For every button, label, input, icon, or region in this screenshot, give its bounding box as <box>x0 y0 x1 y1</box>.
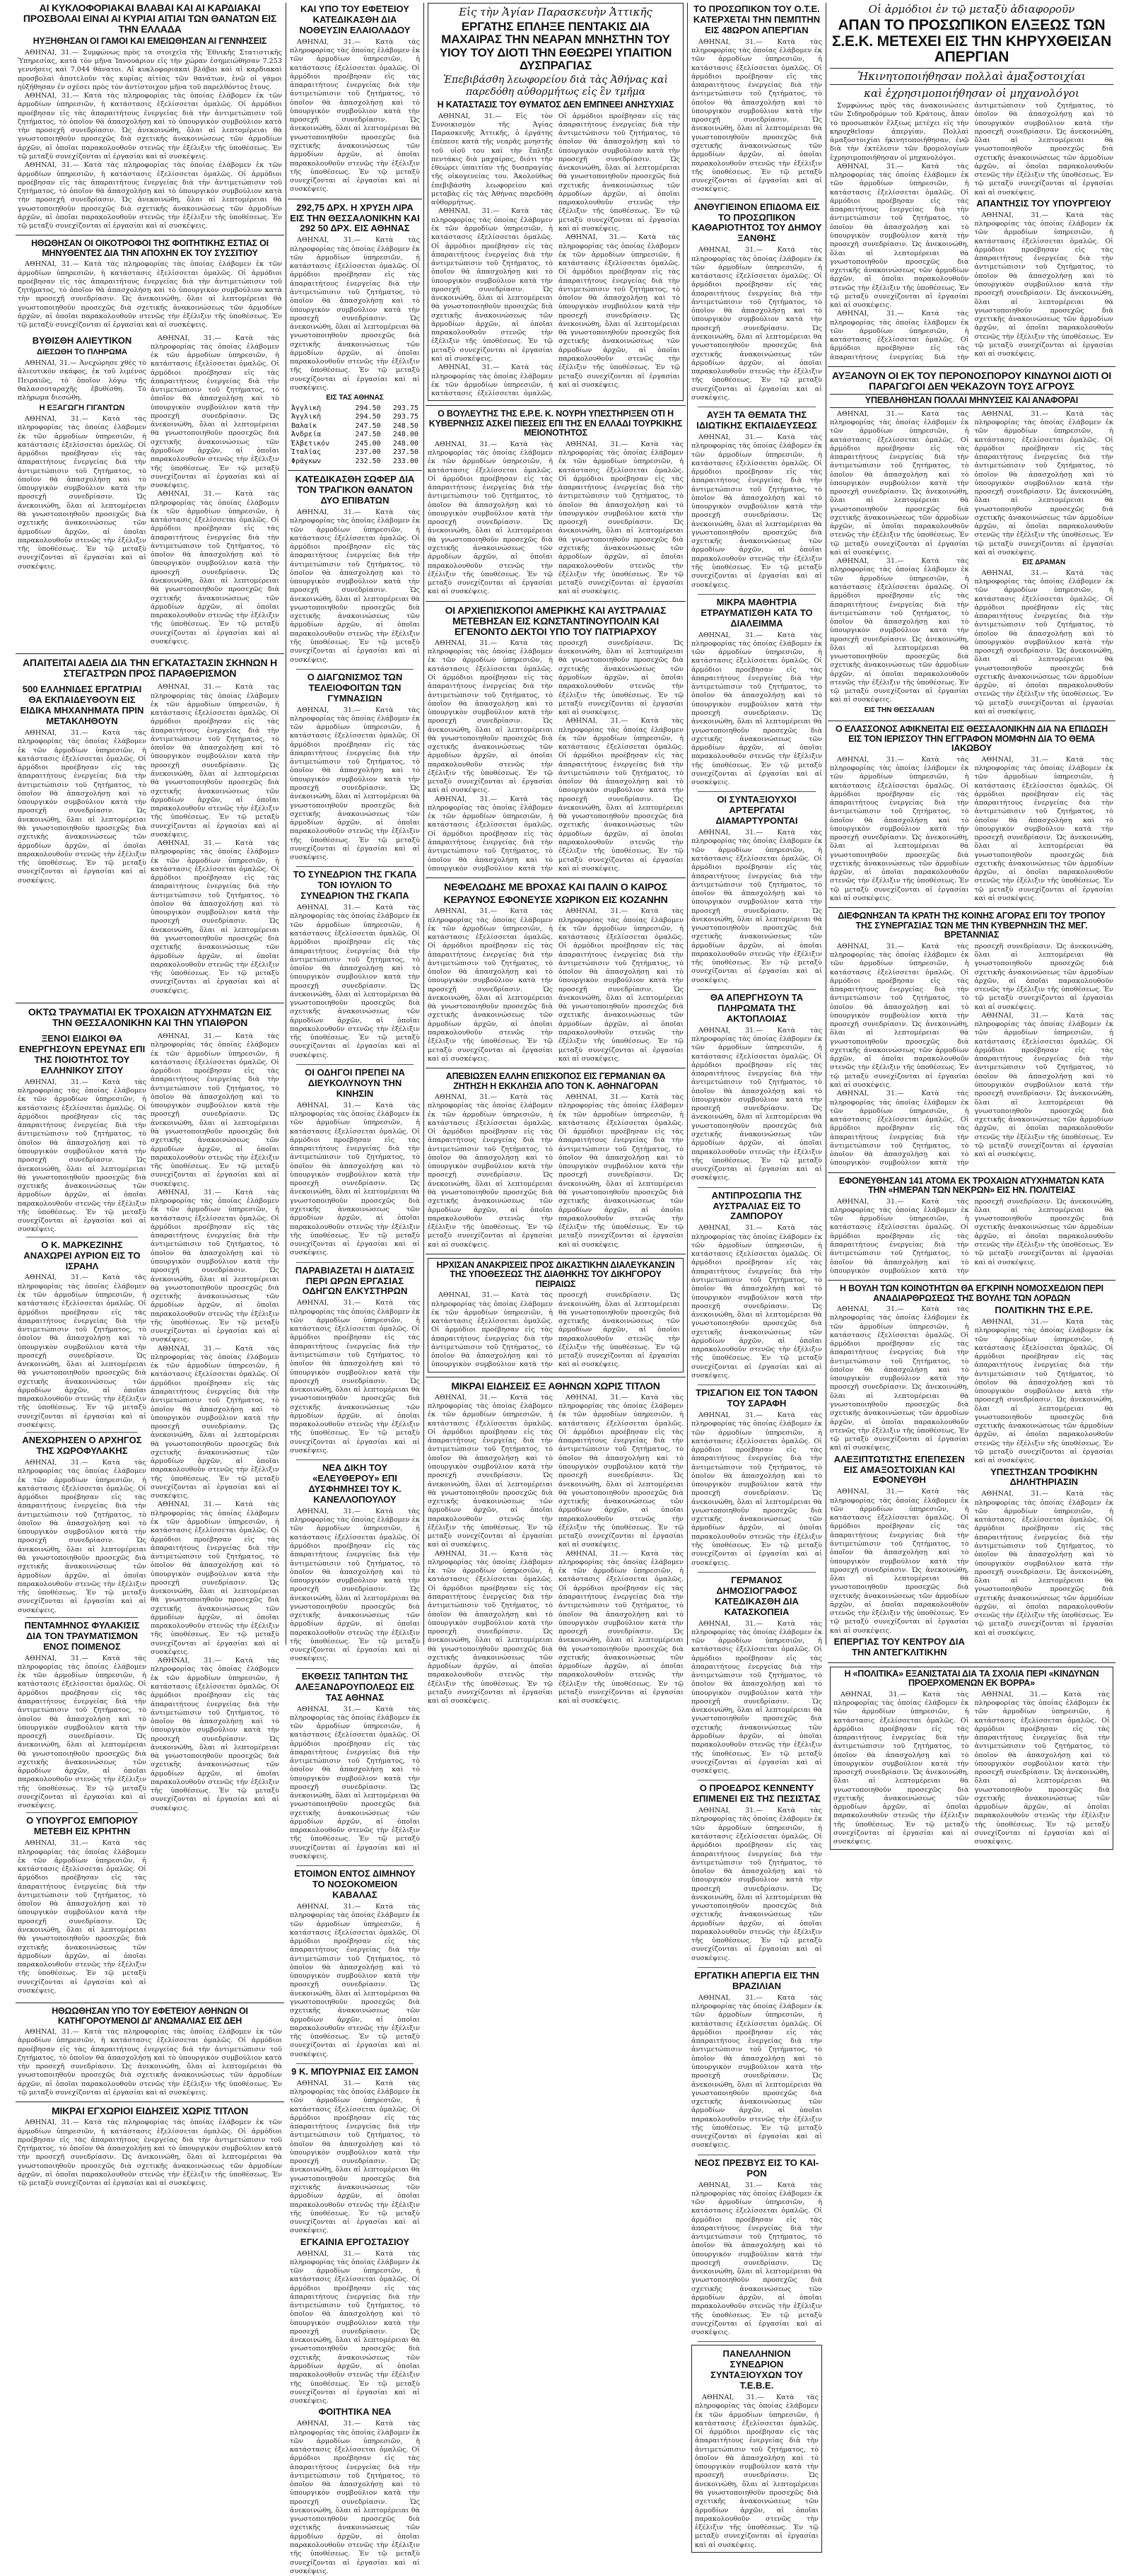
headline: ΑΝΘΥΓΙΕΙΝΟΝ ΕΠΙΔΟΜΑ ΕΙΣ ΤΟ ΠΡΟΣΩΠΙΚΟΝ ΚΑΘΑΡΙΟΤΗΤΟΣ ΤΟΥ ΔΗΜΟΥ ΞΑΝΘΗΣ <box>691 201 822 244</box>
headline: ΝΕΟΣ ΠΡΕΣΒΥΣ ΕΙΣ ΤΟ ΚΑΙ-ΡΟΝ <box>694 2157 819 2179</box>
rate-row <box>290 422 420 431</box>
article-text: ΑΘΗΝΑΙ, 31.— Κατὰ τὰς πληροφορίας τὰς ὁποίας ἐλάβομεν ἐκ τῶν ἁρμοδίων ὑπηρεσιῶν, ἡ κατάστασις ἐξελίσσεται ὁμαλῶς. Οἱ ἀρμόδιοι προέβησαν εἰς τὰς ἀπαραιτήτους ἐνεργείας διὰ τὴν ἀντιμετώπισιν τοῦ ζητήματος, τὸ ὁποῖον θὰ ἀπασχολήσῃ καὶ τὸ ὑπουργικὸν συμβούλιον κατὰ τὴν προσεχῆ συνεδρίασιν. Ὡς ἀνεκοινώθη, ὅλαι αἱ λεπτομέρειαι θὰ γνωστοποιηθοῦν προσεχῶς διὰ σχετικῆς ἀνακοινώσεως τῶν ἁρμοδίων ἀρχῶν, αἱ ὁποῖαι παρακολουθοῦν στενῶς τὴν ἐξέλιξιν τῆς ὑποθέσεως. Ἐν τῷ μεταξὺ συνεχίζονται αἱ ἐργασίαι καὶ αἱ συσκέψεις. <box>290 236 420 392</box>
article <box>18 239 282 330</box>
article-text: ΑΘΗΝΑΙ, 31.— Κατὰ τὰς πληροφορίας τὰς ὁποίας ἐλάβομεν ἐκ τῶν ἁρμοδίων ὑπηρεσιῶν, ἡ κατάστασις ἐξελίσσεται ὁμαλῶς. Οἱ ἀρμόδιοι προέβησαν εἰς τὰς ἀπαραιτήτους ἐνεργείας διὰ τὴν ἀντιμετώπισιν τοῦ ζητήματος, τὸ ὁποῖον θὰ ἀπασχολήσῃ καὶ τὸ ὑπουργικὸν συμβούλιον κατὰ τὴν προσεχῆ συνεδρίασιν. Ὡς ἀνεκοινώθη, ὅλαι αἱ λεπτομέρειαι θὰ γνωστοποιηθοῦν προσεχῶς διὰ σχετικῆς ἀνακοινώσεως τῶν ἁρμοδίων ἀρχῶν, αἱ ὁποῖαι παρακολουθοῦν στενῶς τὴν ἐξέλιξιν τῆς ὑποθέσεως. Ἐν τῷ μεταξὺ συνεχίζονται αἱ ἐργασίαι καὶ αἱ συσκέψεις. <box>151 490 279 646</box>
headline: ΒΥΘΙΣΘΗ ΑΛΙΕΥΤΙΚΟΝ <box>32 334 132 346</box>
headline: ΜΙΚΡΑΙ ΕΓΧΩΡΙΟΙ ΕΙΔΗΣΕΙΣ ΧΩΡΙΣ ΤΙΤΛΟΝ <box>52 2105 248 2117</box>
article-text: ΑΘΗΝΑΙ, 31.— Κατὰ τὰς πληροφορίας τὰς ὁποίας ἐλάβομεν ἐκ τῶν ἁρμοδίων ὑπηρεσιῶν, ἡ κατάστασις ἐξελίσσεται ὁμαλῶς. Οἱ ἀρμόδιοι προέβησαν εἰς τὰς ἀπαραιτήτους ἐνεργείας διὰ τὴν ἀντιμετώπισιν τοῦ ζητήματος, τὸ ὁποῖον θὰ ἀπασχολήσῃ καὶ τὸ ὑπουργικὸν συμβούλιον κατὰ τὴν προσεχῆ συνεδρίασιν. Ὡς ἀνεκοινώθη, ὅλαι αἱ λεπτομέρειαι θὰ γνωστοποιηθοῦν προσεχῶς διὰ σχετικῆς ἀνακοινώσεως τῶν ἁρμοδίων ἀρχῶν, αἱ ὁποῖαι παρακολουθοῦν στενῶς τὴν ἐξέλιξιν τῆς ὑποθέσεως. Ἐν τῷ μεταξὺ συνεχίζονται αἱ ἐργασίαι καὶ αἱ συσκέψεις. <box>290 2079 420 2235</box>
article <box>830 371 1113 716</box>
headline: ΑΙ ΚΥΚΛΟΦΟΡΙΑΚΑΙ ΒΛΑΒΑΙ ΚΑΙ ΑΙ ΚΑΡΔΙΑΚΑΙ ΠΡΟΣΒΟΛΑΙ ΕΙΝΑΙ ΑΙ ΚΥΡΙΑΙ ΑΙΤΙΑΙ ΤΩΝ ΘΑΝΑΤΩΝ ΕΙΣ ΤΗΝ ΕΛΛΑΔΑ <box>23 2 277 35</box>
rate-sell: 293.75 <box>392 413 418 421</box>
article-text: ΑΘΗΝΑΙ, 31.— Κατὰ τὰς πληροφορίας τὰς ὁποίας ἐλάβομεν ἐκ τῶν ἁρμοδίων ὑπηρεσιῶν, ἡ κατάστασις ἐξελίσσεται ὁμαλῶς. Οἱ ἀρμόδιοι προέβησαν εἰς τὰς ἀπαραιτήτους ἐνεργείας διὰ τὴν ἀντιμετώπισιν τοῦ ζητήματος, τὸ ὁποῖον θὰ ἀπασχολήσῃ καὶ τὸ ὑπουργικὸν συμβούλιον κατὰ τὴν προσεχῆ συνεδρίασιν. Ὡς ἀνεκοινώθη, ὅλαι αἱ λεπτομέρειαι θὰ γνωστοποιηθοῦν προσεχῶς διὰ σχετικῆς ἀνακοινώσεως τῶν ἁρμοδίων ἀρχῶν, αἱ ὁποῖαι παρακολουθοῦν στενῶς τὴν ἐξέλιξιν τῆς ὑποθέσεως. Ἐν τῷ μεταξὺ συνεχίζονται αἱ ἐργασίαι καὶ αἱ συσκέψεις. <box>974 755 1113 902</box>
article-body <box>428 441 684 597</box>
article-text: ΑΘΗΝΑΙ, 31.— Κατὰ τὰς πληροφορίας τὰς ὁποίας ἐλάβομεν ἐκ τῶν ἁρμοδίων ὑπηρεσιῶν, ἡ κατάστασις ἐξελίσσεται ὁμαλῶς. Οἱ ἀρμόδιοι προέβησαν εἰς τὰς ἀπαραιτήτους ἐνεργείας διὰ τὴν ἀντιμετώπισιν τοῦ ζητήματος, τὸ ὁποῖον θὰ ἀπασχολήσῃ καὶ τὸ ὑπουργικὸν συμβούλιον κατὰ τὴν προσεχῆ συνεδρίασιν. Ὡς ἀνεκοινώθη, ὅλαι αἱ λεπτομέρειαι θὰ γνωστοποιηθοῦν προσεχῶς διὰ σχετικῆς ἀνακοινώσεως τῶν ἁρμοδίων ἀρχῶν, αἱ ὁποῖαι παρακολουθοῦν στενῶς τὴν ἐξέλιξιν τῆς ὑποθέσεως. Ἐν τῷ μεταξὺ συνεχίζονται αἱ ἐργασίαι καὶ αἱ συσκέψεις. <box>558 717 684 873</box>
article <box>151 683 279 996</box>
article <box>428 1381 684 1706</box>
subheadline: ΔΙΕΣΩΘΗ ΤΟ ΠΛΗΡΩΜΑ <box>37 348 127 357</box>
lead-article <box>428 3 684 401</box>
article-text: ΑΘΗΝΑΙ, 31.— Κατὰ τὰς πληροφορίας τὰς ὁποίας ἐλάβομεν ἐκ τῶν ἁρμοδίων ὑπηρεσιῶν, ἡ κατάστασις ἐξελίσσεται ὁμαλῶς. Οἱ ἀρμόδιοι προέβησαν εἰς τὰς ἀπαραιτήτους ἐνεργείας διὰ τὴν ἀντιμετώπισιν τοῦ ζητήματος, τὸ ὁποῖον θὰ ἀπασχολήσῃ καὶ τὸ ὑπουργικὸν συμβούλιον κατὰ τὴν προσεχῆ συνεδρίασιν. Ὡς ἀνεκοινώθη, ὅλαι αἱ λεπτομέρειαι θὰ γνωστοποιηθοῦν προσεχῶς διὰ σχετικῆς ἀνακοινώσεως τῶν ἁρμοδίων ἀρχῶν, αἱ ὁποῖαι παρακολουθοῦν στενῶς τὴν ἐξέλιξιν τῆς ὑποθέσεως. Ἐν τῷ μεταξὺ συνεχίζονται αἱ ἐργασίαι καὶ αἱ συσκέψεις. <box>691 1993 822 2150</box>
article <box>290 1869 420 2059</box>
article-text: ΑΘΗΝΑΙ, 31.— Κατὰ τὰς πληροφορίας τὰς ὁποίας ἐλάβομεν ἐκ τῶν ἁρμοδίων ὑπηρεσιῶν, ἡ κατάστασις ἐξελίσσεται ὁμαλῶς. Οἱ ἀρμόδιοι προέβησαν εἰς τὰς ἀπαραιτήτους ἐνεργείας διὰ τὴν ἀντιμετώπισιν τοῦ ζητήματος, τὸ ὁποῖον θὰ ἀπασχολήσῃ καὶ τὸ ὑπουργικὸν συμβούλιον κατὰ τὴν προσεχῆ συνεδρίασιν. Ὡς ἀνεκοινώθη, ὅλαι αἱ λεπτομέρειαι θὰ γνωστοποιηθοῦν προσεχῶς διὰ σχετικῆς ἀνακοινώσεως τῶν ἁρμοδίων ἀρχῶν, αἱ ὁποῖαι παρακολουθοῦν στενῶς τὴν ἐξέλιξιν τῆς ὑποθέσεως. Ἐν τῷ μεταξὺ συνεχίζονται αἱ ἐργασίαι καὶ αἱ συσκέψεις. <box>830 1305 969 1452</box>
article <box>830 1667 1113 1850</box>
article <box>151 1032 279 1813</box>
rate-buy: 294.50 <box>355 404 381 412</box>
article-text: ΑΘΗΝΑΙ, 31.— Κατὰ τὰς πληροφορίας τὰς ὁποίας ἐλάβομεν ἐκ τῶν ἁρμοδίων ὑπηρεσιῶν, ἡ κατάστασις ἐξελίσσεται ὁμαλῶς. Οἱ ἀρμόδιοι προέβησαν εἰς τὰς ἀπαραιτήτους ἐνεργείας διὰ τὴν ἀντιμετώπισιν τοῦ ζητήματος, τὸ ὁποῖον θὰ ἀπασχολήσῃ καὶ τὸ ὑπουργικὸν συμβούλιον κατὰ τὴν προσεχῆ συνεδρίασιν. Ὡς ἀνεκοινώθη, ὅλαι αἱ λεπτομέρειαι θὰ γνωστοποιηθοῦν προσεχῶς διὰ σχετικῆς ἀνακοινώσεως τῶν ἁρμοδίων ἀρχῶν, αἱ ὁποῖαι παρακολουθοῦν στενῶς τὴν ἐξέλιξιν τῆς ὑποθέσεως. Ἐν τῷ μεταξὺ συνεχίζονται αἱ ἐργασίαι καὶ αἱ συσκέψεις. <box>431 112 680 398</box>
column-2 <box>288 3 422 2575</box>
article-text: ΑΘΗΝΑΙ, 31.— Κατὰ τὰς πληροφορίας τὰς ὁποίας ἐλάβομεν ἐκ τῶν ἁρμοδίων ὑπηρεσιῶν, ἡ κατάστασις ἐξελίσσεται ὁμαλῶς. Οἱ ἀρμόδιοι προέβησαν εἰς τὰς ἀπαραιτήτους ἐνεργείας διὰ τὴν ἀντιμετώπισιν τοῦ ζητήματος, τὸ ὁποῖον θὰ ἀπασχολήσῃ καὶ τὸ ὑπουργικὸν συμβούλιον κατὰ τὴν προσεχῆ συνεδρίασιν. Ὡς ἀνεκοινώθη, ὅλαι αἱ λεπτομέρειαι θὰ γνωστοποιηθοῦν προσεχῶς διὰ σχετικῆς ἀνακοινώσεως τῶν ἁρμοδίων ἀρχῶν, αἱ ὁποῖαι παρακολουθοῦν στενῶς τὴν ἐξέλιξιν τῆς ὑποθέσεως. Ἐν τῷ μεταξὺ συνεχίζονται αἱ ἐργασίαι καὶ αἱ συσκέψεις. <box>428 1093 553 1249</box>
headline: ΕΦΟΝΕΥΘΗΣΑΝ 141 ΑΤΟΜΑ ΕΚ ΤΡΟΧΑΙΩΝ ΑΤΥΧΗΜΑΤΩΝ ΚΑΤΑ ΤΗΝ «ΗΜΕΡΑΝ ΤΩΝ ΝΕΚΡΩΝ» ΕΙΣ ΗΝ. ΠΟΛΙΤΕΙΑΣ <box>838 1175 1105 1196</box>
rate-buy: 232.50 <box>355 457 381 465</box>
headline: Ο Κ. ΜΑΡΚΕΖΙΝΗΣ ΑΝΑΧΩΡΕΙ ΑΥΡΙΟΝ ΕΙΣ ΤΟ ΙΣΡΑΗΛ <box>23 1239 141 1271</box>
rate-sell: 293.75 <box>392 404 418 412</box>
article <box>691 598 822 788</box>
article-text: ΑΘΗΝΑΙ, 31.— Κατὰ τὰς πληροφορίας τὰς ὁποίας ἐλάβομεν ἐκ τῶν ἁρμοδίων ὑπηρεσιῶν, ἡ κατάστασις ἐξελίσσεται ὁμαλῶς. Οἱ ἀρμόδιοι προέβησαν εἰς τὰς ἀπαραιτήτους ἐνεργείας διὰ τὴν ἀντιμετώπισιν τοῦ ζητήματος, τὸ ὁποῖον θὰ ἀπασχολήσῃ καὶ τὸ ὑπουργικὸν συμβούλιον κατὰ τὴν προσεχῆ συνεδρίασιν. Ὡς ἀνεκοινώθη, ὅλαι αἱ λεπτομέρειαι θὰ γνωστοποιηθοῦν προσεχῶς διὰ σχετικῆς ἀνακοινώσεως τῶν ἁρμοδίων ἀρχῶν, αἱ ὁποῖαι παρακολουθοῦν στενῶς τὴν ἐξέλιξιν τῆς ὑποθέσεως. Ἐν τῷ μεταξὺ συνεχίζονται αἱ ἐργασίαι καὶ αἱ συσκέψεις. <box>830 102 1113 361</box>
article <box>428 882 684 1063</box>
column-3 <box>426 3 686 1706</box>
article-text: ΑΘΗΝΑΙ, 31.— Κατὰ τὰς πληροφορίας τὰς ὁποίας ἐλάβομεν ἐκ τῶν ἁρμοδίων ὑπηρεσιῶν, ἡ κατάστασις ἐξελίσσεται ὁμαλῶς. Οἱ ἀρμόδιοι προέβησαν εἰς τὰς ἀπαραιτήτους ἐνεργείας διὰ τὴν ἀντιμετώπισιν τοῦ ζητήματος, τὸ ὁποῖον θὰ ἀπασχολήσῃ καὶ τὸ ὑπουργικὸν συμβούλιον κατὰ τὴν προσεχῆ συνεδρίασιν. Ὡς ἀνεκοινώθη, ὅλαι αἱ λεπτομέρειαι θὰ γνωστοποιηθοῦν προσεχῶς διὰ σχετικῆς ἀνακοινώσεως τῶν ἁρμοδίων ἀρχῶν, αἱ ὁποῖαι παρακολουθοῦν στενῶς τὴν ἐξέλιξιν τῆς ὑποθέσεως. Ἐν τῷ μεταξὺ συνεχίζονται αἱ ἐργασίαι καὶ αἱ συσκέψεις. <box>290 2249 420 2406</box>
headline: ΕΓΚΑΙΝΙΑ ΕΡΓΟΣΤΑΣΙΟΥ <box>300 2236 410 2247</box>
article-text: ΑΘΗΝΑΙ, 31.— Κατὰ τὰς πληροφορίας τὰς ὁποίας ἐλάβομεν ἐκ τῶν ἁρμοδίων ὑπηρεσιῶν, ἡ κατάστασις ἐξελίσσεται ὁμαλῶς. Οἱ ἀρμόδιοι προέβησαν εἰς τὰς ἀπαραιτήτους ἐνεργείας διὰ τὴν ἀντιμετώπισιν τοῦ ζητήματος, τὸ ὁποῖον θὰ ἀπασχολήσῃ καὶ τὸ ὑπουργικὸν συμβούλιον κατὰ τὴν προσεχῆ συνεδρίασιν. Ὡς ἀνεκοινώθη, ὅλαι αἱ λεπτομέρειαι θὰ γνωστοποιηθοῦν προσεχῶς διὰ σχετικῆς ἀνακοινώσεως τῶν ἁρμοδίων ἀρχῶν, αἱ ὁποῖαι παρακολουθοῦν στενῶς τὴν ἐξέλιξιν τῆς ὑποθέσεως. Ἐν τῷ μεταξὺ συνεχίζονται αἱ ἐργασίαι καὶ αἱ συσκέψεις. <box>974 1690 1110 1846</box>
subheadline: ΕΙΣ ΔΡΑΜΑΝ <box>1022 559 1066 567</box>
article-text: ΑΘΗΝΑΙ, 31.— Κατὰ τὰς πληροφορίας τὰς ὁποίας ἐλάβομεν ἐκ τῶν ἁρμοδίων ὑπηρεσιῶν, ἡ κατάστασις ἐξελίσσεται ὁμαλῶς. Οἱ ἀρμόδιοι προέβησαν εἰς τὰς ἀπαραιτήτους ἐνεργείας διὰ τὴν ἀντιμετώπισιν τοῦ ζητήματος, τὸ ὁποῖον θὰ ἀπασχολήσῃ καὶ τὸ ὑπουργικὸν συμβούλιον κατὰ τὴν προσεχῆ συνεδρίασιν. Ὡς ἀνεκοινώθη, ὅλαι αἱ λεπτομέρειαι θὰ γνωστοποιηθοῦν προσεχῶς διὰ σχετικῆς ἀνακοινώσεως τῶν ἁρμοδίων ἀρχῶν, αἱ ὁποῖαι παρακολουθοῦν στενῶς τὴν ἐξέλιξιν τῆς ὑποθέσεως. Ἐν τῷ μεταξὺ συνεχίζονται αἱ ἐργασίαι καὶ αἱ συσκέψεις. <box>691 1224 822 1380</box>
headline: Η «ΠΟΛΙΤΙΚΑ» ΕΞΑΝΙΣΤΑΤΑΙ ΔΙΑ ΤΑ ΣΧΟΛΙΑ ΠΕΡΙ «ΚΙΝΔΥΝΩΝ ΠΡΟΕΡΧΟΜΕΝΩΝ ΕΚ ΒΟΡΡΑ» <box>844 1668 1099 1689</box>
headline: 292,75 ΔΡΧ. Η ΧΡΥΣΗ ΛΙΡΑ ΕΙΣ ΤΗΝ ΘΕΣΣΑΛΟΝΙΚΗΝ ΚΑΙ 292 50 ΔΡΧ. ΕΙΣ ΑΘΗΝΑΣ <box>290 202 420 234</box>
headline: ΗΡΧΙΣΑΝ ΑΝΑΚΡΙΣΕΙΣ ΠΡΟΣ ΔΙΚΑΣΤΙΚΗΝ ΔΙΑΛΕΥΚΑΝΣΙΝ ΤΗΣ ΥΠΟΘΕΣΕΩΣ ΤΗΣ ΔΙΑΘΗΚΗΣ ΤΟΥ ΔΙΚΗΓΟΡΟΥ ΠΕΙΡΑΙΩΣ <box>436 1259 675 1289</box>
article-text: ΑΘΗΝΑΙ, 31.— Κατὰ τὰς πληροφορίας τὰς ὁποίας ἐλάβομεν ἐκ τῶν ἁρμοδίων ὑπηρεσιῶν, ἡ κατάστασις ἐξελίσσεται ὁμαλῶς. Οἱ ἀρμόδιοι προέβησαν εἰς τὰς ἀπαραιτήτους ἐνεργείας διὰ τὴν ἀντιμετώπισιν τοῦ ζητήματος, τὸ ὁποῖον θὰ ἀπασχολήσῃ καὶ τὸ ὑπουργικὸν συμβούλιον κατὰ τὴν προσεχῆ συνεδρίασιν. Ὡς ἀνεκοινώθη, ὅλαι αἱ λεπτομέρειαι θὰ γνωστοποιηθοῦν προσεχῶς διὰ σχετικῆς ἀνακοινώσεως τῶν ἁρμοδίων ἀρχῶν, αἱ ὁποῖαι παρακολουθοῦν στενῶς τὴν ἐξέλιξιν τῆς ὑποθέσεως. Ἐν τῷ μεταξὺ συνεχίζονται αἱ ἐργασίαι καὶ αἱ συσκέψεις. <box>974 1011 1113 1159</box>
article-text: ΑΘΗΝΑΙ, 31.— Κατὰ τὰς πληροφορίας τὰς ὁποίας ἐλάβομεν ἐκ τῶν ἁρμοδίων ὑπηρεσιῶν, ἡ κατάστασις ἐξελίσσεται ὁμαλῶς. Οἱ ἀρμόδιοι προέβησαν εἰς τὰς ἀπαραιτήτους ἐνεργείας διὰ τὴν ἀντιμετώπισιν τοῦ ζητήματος, τὸ ὁποῖον θὰ ἀπασχολήσῃ καὶ τὸ ὑπουργικὸν συμβούλιον κατὰ τὴν προσεχῆ συνεδρίασιν. Ὡς ἀνεκοινώθη, ὅλαι αἱ λεπτομέρειαι θὰ γνωστοποιηθοῦν προσεχῶς διὰ σχετικῆς ἀνακοινώσεως τῶν ἁρμοδίων ἀρχῶν, αἱ ὁποῖαι παρακολουθοῦν στενῶς τὴν ἐξέλιξιν τῆς ὑποθέσεως. Ἐν τῷ μεταξὺ συνεχίζονται αἱ ἐργασίαι καὶ αἱ συσκέψεις. <box>18 1274 146 1429</box>
column-1 <box>16 2 284 2188</box>
article-text: ΑΘΗΝΑΙ, 31.— Κατὰ τὰς πληροφορίας τὰς ὁποίας ἐλάβομεν ἐκ τῶν ἁρμοδίων ὑπηρεσιῶν, ἡ κατάστασις ἐξελίσσεται ὁμαλῶς. Οἱ ἀρμόδιοι προέβησαν εἰς τὰς ἀπαραιτήτους ἐνεργείας διὰ τὴν ἀντιμετώπισιν τοῦ ζητήματος, τὸ ὁποῖον θὰ ἀπασχολήσῃ καὶ τὸ ὑπουργικὸν συμβούλιον κατὰ τὴν προσεχῆ συνεδρίασιν. Ὡς ἀνεκοινώθη, ὅλαι αἱ λεπτομέρειαι θὰ γνωστοποιηθοῦν προσεχῶς διὰ σχετικῆς ἀνακοινώσεως τῶν ἁρμοδίων ἀρχῶν, αἱ ὁποῖαι παρακολουθοῦν στενῶς τὴν ἐξέλιξιν τῆς ὑποθέσεως. Ἐν τῷ μεταξὺ συνεχίζονται αἱ ἐργασίαι καὶ αἱ συσκέψεις. <box>691 631 822 787</box>
article <box>691 1191 822 1381</box>
article-text: ΑΘΗΝΑΙ, 31.— Κατὰ τὰς πληροφορίας τὰς ὁποίας ἐλάβομεν ἐκ τῶν ἁρμοδίων ὑπηρεσιῶν, ἡ κατάστασις ἐξελίσσεται ὁμαλῶς. Οἱ ἀρμόδιοι προέβησαν εἰς τὰς ἀπαραιτήτους ἐνεργείας διὰ τὴν ἀντιμετώπισιν τοῦ ζητήματος, τὸ ὁποῖον θὰ ἀπασχολήσῃ καὶ τὸ ὑπουργικὸν συμβούλιον κατὰ τὴν προσεχῆ συνεδρίασιν. Ὡς ἀνεκοινώθη, ὅλαι αἱ λεπτομέρειαι θὰ γνωστοποιηθοῦν προσεχῶς διὰ σχετικῆς ἀνακοινώσεως τῶν ἁρμοδίων ἀρχῶν, αἱ ὁποῖαι παρακολουθοῦν στενῶς τὴν ἐξέλιξιν τῆς ὑποθέσεως. Ἐν τῷ μεταξὺ συνεχίζονται αἱ ἐργασίαι καὶ αἱ συσκέψεις. <box>290 1101 420 1257</box>
article-body <box>428 639 684 873</box>
rate-sell: 248.00 <box>392 439 418 448</box>
article <box>691 2158 822 2338</box>
headline: ΘΑ ΑΠΕΡΓΗΣΟΥΝ ΤΑ ΠΛΗΡΩΜΑΤΑ ΤΗΣ ΑΚΤΟΠΛΟΙΑΣ <box>710 991 804 1024</box>
article-text: ΑΘΗΝΑΙ, 31.— Κατὰ τὰς πληροφορίας τὰς ὁποίας ἐλάβομεν ἐκ τῶν ἁρμοδίων ὑπηρεσιῶν, ἡ κατάστασις ἐξελίσσεται ὁμαλῶς. Οἱ ἀρμόδιοι προέβησαν εἰς τὰς ἀπαραιτήτους ἐνεργείας διὰ τὴν ἀντιμετώπισιν τοῦ ζητήματος, τὸ ὁποῖον θὰ ἀπασχολήσῃ καὶ τὸ ὑπουργικὸν συμβούλιον κατὰ τὴν προσεχῆ συνεδρίασιν. Ὡς ἀνεκοινώθη, ὅλαι αἱ λεπτομέρειαι θὰ γνωστοποιηθοῦν προσεχῶς διὰ σχετικῆς ἀνακοινώσεως τῶν ἁρμοδίων ἀρχῶν, αἱ ὁποῖαι παρακολουθοῦν στενῶς τὴν ἐξέλιξιν τῆς ὑποθέσεως. Ἐν τῷ μεταξὺ συνεχίζονται αἱ ἐργασίαι καὶ αἱ συσκέψεις. <box>830 755 969 902</box>
article-text: ΑΘΗΝΑΙ, 31.— Κατὰ τὰς πληροφορίας τὰς ὁποίας ἐλάβομεν ἐκ τῶν ἁρμοδίων ὑπηρεσιῶν, ἡ κατάστασις ἐξελίσσεται ὁμαλῶς. Οἱ ἀρμόδιοι προέβησαν εἰς τὰς ἀπαραιτήτους ἐνεργείας διὰ τὴν ἀντιμετώπισιν τοῦ ζητήματος, τὸ ὁποῖον θὰ ἀπασχολήσῃ καὶ τὸ ὑπουργικὸν συμβούλιον κατὰ τὴν προσεχῆ συνεδρίασιν. Ὡς ἀνεκοινώθη, ὅλαι αἱ λεπτομέρειαι θὰ γνωστοποιηθοῦν προσεχῶς διὰ σχετικῆς ἀνακοινώσεως τῶν ἁρμοδίων ἀρχῶν, αἱ ὁποῖαι παρακολουθοῦν στενῶς τὴν ἐξέλιξιν τῆς ὑποθέσεως. Ἐν τῷ μεταξὺ συνεχίζονται αἱ ἐργασίαι καὶ αἱ συσκέψεις. <box>18 1078 146 1234</box>
article-text: ΑΘΗΝΑΙ, 31.— Κατὰ τὰς πληροφορίας τὰς ὁποίας ἐλάβομεν ἐκ τῶν ἁρμοδίων ὑπηρεσιῶν, ἡ κατάστασις ἐξελίσσεται ὁμαλῶς. Οἱ ἀρμόδιοι προέβησαν εἰς τὰς ἀπαραιτήτους ἐνεργείας διὰ τὴν ἀντιμετώπισιν τοῦ ζητήματος, τὸ ὁποῖον θὰ ἀπασχολήσῃ καὶ τὸ ὑπουργικὸν συμβούλιον κατὰ τὴν προσεχῆ συνεδρίασιν. Ὡς ἀνεκοινώθη, ὅλαι αἱ λεπτομέρειαι θὰ γνωστοποιηθοῦν προσεχῶς διὰ σχετικῆς ἀνακοινώσεως τῶν ἁρμοδίων ἀρχῶν, αἱ ὁποῖαι παρακολουθοῦν στενῶς τὴν ἐξέλιξιν τῆς ὑποθέσεως. Ἐν τῷ μεταξὺ συνεχίζονται αἱ ἐργασίαι καὶ αἱ συσκέψεις. <box>18 729 146 885</box>
article-text: ΑΘΗΝΑΙ, 31.— Κατὰ τὰς πληροφορίας τὰς ὁποίας ἐλάβομεν ἐκ τῶν ἁρμοδίων ὑπηρεσιῶν, ἡ κατάστασις ἐξελίσσεται ὁμαλῶς. Οἱ ἀρμόδιοι προέβησαν εἰς τὰς ἀπαραιτήτους ἐνεργείας διὰ τὴν ἀντιμετώπισιν τοῦ ζητήματος, τὸ ὁποῖον θὰ ἀπασχολήσῃ καὶ τὸ ὑπουργικὸν συμβούλιον κατὰ τὴν προσεχῆ συνεδρίασιν. Ὡς ἀνεκοινώθη, ὅλαι αἱ λεπτομέρειαι θὰ γνωστοποιηθοῦν προσεχῶς διὰ σχετικῆς ἀνακοινώσεως τῶν ἁρμοδίων ἀρχῶν, αἱ ὁποῖαι παρακολουθοῦν στενῶς τὴν ἐξέλιξιν τῆς ὑποθέσεως. Ἐν τῷ μεταξὺ συνεχίζονται αἱ ἐργασίαι καὶ αἱ συσκέψεις. <box>431 1291 680 1369</box>
headline: ΚΕΡΑΥΝΟΣ ΕΦΟΝΕΥΣΕ ΧΩΡΙΚΟΝ ΕΙΣ ΚΟΖΑΝΗΝ <box>443 894 668 906</box>
rate-row <box>290 448 420 457</box>
article <box>691 1971 822 2150</box>
article-text: ΑΘΗΝΑΙ, 31.— Κατὰ τὰς πληροφορίας τὰς ὁποίας ἐλάβομεν ἐκ τῶν ἁρμοδίων ὑπηρεσιῶν, ἡ κατάστασις ἐξελίσσεται ὁμαλῶς. Οἱ ἀρμόδιοι προέβησαν εἰς τὰς ἀπαραιτήτους ἐνεργείας διὰ τὴν ἀντιμετώπισιν τοῦ ζητήματος, τὸ ὁποῖον θὰ ἀπασχολήσῃ καὶ τὸ ὑπουργικὸν συμβούλιον κατὰ τὴν προσεχῆ συνεδρίασιν. Ὡς ἀνεκοινώθη, ὅλαι αἱ λεπτομέρειαι θὰ γνωστοποιηθοῦν προσεχῶς διὰ σχετικῆς ἀνακοινώσεως τῶν ἁρμοδίων ἀρχῶν, αἱ ὁποῖαι παρακολουθοῦν στενῶς τὴν ἐξέλιξιν τῆς ὑποθέσεως. Ἐν τῷ μεταξὺ συνεχίζονται αἱ ἐργασίαι καὶ αἱ συσκέψεις. <box>428 1393 553 1549</box>
newspaper-page <box>16 2 1115 2575</box>
headline: ΟΚΤΩ ΤΡΑΥΜΑΤΙΑΙ ΕΚ ΤΡΟΧΑΙΩΝ ΑΤΥΧΗΜΑΤΩΝ ΕΙΣ ΤΗΝ ΘΕΣΣΑΛΟΝΙΚΗΝ ΚΑΙ ΤΗΝ ΥΠΑΙΘΡΟΝ <box>28 1006 272 1028</box>
article <box>691 1783 822 1963</box>
article-text: ΑΘΗΝΑΙ, 31.— Κατὰ τὰς πληροφορίας τὰς ὁποίας ἐλάβομεν ἐκ τῶν ἁρμοδίων ὑπηρεσιῶν, ἡ κατάστασις ἐξελίσσεται ὁμαλῶς. Οἱ ἀρμόδιοι προέβησαν εἰς τὰς ἀπαραιτήτους ἐνεργείας διὰ τὴν ἀντιμετώπισιν τοῦ ζητήματος, τὸ ὁποῖον θὰ ἀπασχολήσῃ καὶ τὸ ὑπουργικὸν συμβούλιον κατὰ τὴν προσεχῆ συνεδρίασιν. Ὡς ἀνεκοινώθη, ὅλαι αἱ λεπτομέρειαι θὰ γνωστοποιηθοῦν προσεχῶς διὰ σχετικῆς ἀνακοινώσεως τῶν ἁρμοδίων ἀρχῶν, αἱ ὁποῖαι παρακολουθοῦν στενῶς τὴν ἐξέλιξιν τῆς ὑποθέσεως. Ἐν τῷ μεταξὺ συνεχίζονται αἱ ἐργασίαι καὶ αἱ συσκέψεις. <box>974 1317 1113 1465</box>
article-text: ΑΘΗΝΑΙ, 31.— Κατὰ τὰς πληροφορίας τὰς ὁποίας ἐλάβομεν ἐκ τῶν ἁρμοδίων ὑπηρεσιῶν, ἡ κατάστασις ἐξελίσσεται ὁμαλῶς. Οἱ ἀρμόδιοι προέβησαν εἰς τὰς ἀπαραιτήτους ἐνεργείας διὰ τὴν ἀντιμετώπισιν τοῦ ζητήματος, τὸ ὁποῖον θὰ ἀπασχολήσῃ καὶ τὸ ὑπουργικὸν συμβούλιον κατὰ τὴν προσεχῆ συνεδρίασιν. Ὡς ἀνεκοινώθη, ὅλαι αἱ λεπτομέρειαι θὰ γνωστοποιηθοῦν προσεχῶς διὰ σχετικῆς ἀνακοινώσεως τῶν ἁρμοδίων ἀρχῶν, αἱ ὁποῖαι παρακολουθοῦν στενῶς τὴν ἐξέλιξιν τῆς ὑποθέσεως. Ἐν τῷ μεταξὺ συνεχίζονται αἱ ἐργασίαι καὶ αἱ συσκέψεις. <box>151 1188 279 1344</box>
article-text: Συμφώνως πρὸς τὰς ἀνακοινώσεις τῶν Σιδηροδρόμων τοῦ Κράτους, ἅπαν τὸ προσωπικὸν ἕλξεως μετέχει εἰς τὴν κηρυχθεῖσαν ἀπεργίαν. Πολλαὶ ἁμαξοστοιχίαι ἠκινητοποιήθησαν, ἐνῷ διὰ τὴν ἐκτέλεσιν τῶν δρομολογίων ἐχρησιμοποιήθησαν οἱ μηχανολόγοι. <box>830 102 969 162</box>
article-text: ΑΘΗΝΑΙ, 31.— Κατὰ τὰς πληροφορίας τὰς ὁποίας ἐλάβομεν ἐκ τῶν ἁρμοδίων ὑπηρεσιῶν, ἡ κατάστασις ἐξελίσσεται ὁμαλῶς. Οἱ ἀρμόδιοι προέβησαν εἰς τὰς ἀπαραιτήτους ἐνεργείας διὰ τὴν ἀντιμετώπισιν τοῦ ζητήματος, τὸ ὁποῖον θὰ ἀπασχολήσῃ καὶ τὸ ὑπουργικὸν συμβούλιον κατὰ τὴν προσεχῆ συνεδρίασιν. Ὡς ἀνεκοινώθη, ὅλαι αἱ λεπτομέρειαι θὰ γνωστοποιηθοῦν προσεχῶς διὰ σχετικῆς ἀνακοινώσεως τῶν ἁρμοδίων ἀρχῶν, αἱ ὁποῖαι παρακολουθοῦν στενῶς τὴν ἐξέλιξιν τῆς ὑποθέσεως. Ἐν τῷ μεταξὺ συνεχίζονται αἱ ἐργασίαι καὶ αἱ συσκέψεις. <box>558 440 684 596</box>
article-body <box>833 1691 1110 1847</box>
headline: ΠΕΝΤΑΜΗΝΟΣ ΦΥΛΑΚΙΣΙΣ ΔΙΑ ΤΟΝ ΤΡΑΥΜΑΤΙΣΜΟΝ ΕΝΟΣ ΠΟΙΜΕΝΟΣ <box>24 1619 140 1652</box>
headline: Η ΕΞΑΓΩΓΗ ΓΙΓΑΝΤΩΝ <box>39 404 125 413</box>
column-rule <box>423 3 424 1645</box>
article-text: ΑΘΗΝΑΙ, 31.— Κατὰ τὰς πληροφορίας τὰς ὁποίας ἐλάβομεν ἐκ τῶν ἁρμοδίων ὑπηρεσιῶν, ἡ κατάστασις ἐξελίσσεται ὁμαλῶς. Οἱ ἀρμόδιοι προέβησαν εἰς τὰς ἀπαραιτήτους ἐνεργείας διὰ τὴν ἀντιμετώπισιν τοῦ ζητήματος, τὸ ὁποῖον θὰ ἀπασχολήσῃ καὶ τὸ ὑπουργικὸν συμβούλιον κατὰ τὴν προσεχῆ συνεδρίασιν. Ὡς ἀνεκοινώθη, ὅλαι αἱ λεπτομέρειαι θὰ γνωστοποιηθοῦν προσεχῶς διὰ σχετικῆς ἀνακοινώσεως τῶν ἁρμοδίων ἀρχῶν, αἱ ὁποῖαι παρακολουθοῦν στενῶς τὴν ἐξέλιξιν τῆς ὑποθέσεως. Ἐν τῷ μεταξὺ συνεχίζονται αἱ ἐργασίαι καὶ αἱ συσκέψεις. <box>695 2394 819 2549</box>
headline: ΕΚΘΕΣΙΣ ΤΑΠΗΤΩΝ ΤΗΣ ΑΛΕΞΑΝΔΡΟΥΠΟΛΕΩΣ ΕΙΣ ΤΑΣ ΑΘΗΝΑΣ <box>295 1670 415 1703</box>
headline: ΤΟ ΣΥΝΕΔΡΙΟΝ ΤΗΣ ΓΚΑΠΑ ΤΟΝ ΙΟΥΛΙΟΝ ΤΟ ΣΥΝΕΔΡΙΟΝ ΤΗΣ ΓΚΑΠΑ <box>293 869 417 902</box>
rate-row <box>290 413 420 422</box>
article-text: ΑΘΗΝΑΙ, 31.— Κατὰ τὰς πληροφορίας τὰς ὁποίας ἐλάβομεν ἐκ τῶν ἁρμοδίων ὑπηρεσιῶν, ἡ κατάστασις ἐξελίσσεται ὁμαλῶς. Οἱ ἀρμόδιοι προέβησαν εἰς τὰς ἀπαραιτήτους ἐνεργείας διὰ τὴν ἀντιμετώπισιν τοῦ ζητήματος, τὸ ὁποῖον θὰ ἀπασχολήσῃ καὶ τὸ ὑπουργικὸν συμβούλιον κατὰ τὴν προσεχῆ συνεδρίασιν. Ὡς ἀνεκοινώθη, ὅλαι αἱ λεπτομέρειαι θὰ γνωστοποιηθοῦν προσεχῶς διὰ σχετικῆς ἀνακοινώσεως τῶν ἁρμοδίων ἀρχῶν, αἱ ὁποῖαι παρακολουθοῦν στενῶς τὴν ἐξέλιξιν τῆς ὑποθέσεως. Ἐν τῷ μεταξὺ συνεχίζονται αἱ ἐργασίαι καὶ αἱ συσκέψεις. <box>830 409 969 556</box>
rate-row <box>290 404 420 414</box>
article-body <box>428 1093 684 1249</box>
article <box>18 683 146 885</box>
article <box>428 1258 684 1372</box>
rate-name: Βαλαίκ <box>291 421 317 430</box>
article <box>18 334 146 571</box>
article-text: ΑΘΗΝΑΙ, 31.— Κατὰ τὰς πληροφορίας τὰς ὁποίας ἐλάβομεν ἐκ τῶν ἁρμοδίων ὑπηρεσιῶν, ἡ κατάστασις ἐξελίσσεται ὁμαλῶς. Οἱ ἀρμόδιοι προέβησαν εἰς τὰς ἀπαραιτήτους ἐνεργείας διὰ τὴν ἀντιμετώπισιν τοῦ ζητήματος, τὸ ὁποῖον θὰ ἀπασχολήσῃ καὶ τὸ ὑπουργικὸν συμβούλιον κατὰ τὴν προσεχῆ συνεδρίασιν. Ὡς ἀνεκοινώθη, ὅλαι αἱ λεπτομέρειαι θὰ γνωστοποιηθοῦν προσεχῶς διὰ σχετικῆς ἀνακοινώσεως τῶν ἁρμοδίων ἀρχῶν, αἱ ὁποῖαι παρακολουθοῦν στενῶς τὴν ἐξέλιξιν τῆς ὑποθέσεως. Ἐν τῷ μεταξὺ συνεχίζονται αἱ ἐργασίαι καὶ αἱ συσκέψεις. <box>428 907 553 1063</box>
article-text: ΑΘΗΝΑΙ, 31.— Κατὰ τὰς πληροφορίας τὰς ὁποίας ἐλάβομεν ἐκ τῶν ἁρμοδίων ὑπηρεσιῶν, ἡ κατάστασις ἐξελίσσεται ὁμαλῶς. Οἱ ἀρμόδιοι προέβησαν εἰς τὰς ἀπαραιτήτους ἐνεργείας διὰ τὴν ἀντιμετώπισιν τοῦ ζητήματος, τὸ ὁποῖον θὰ ἀπασχολήσῃ καὶ τὸ ὑπουργικὸν συμβούλιον κατὰ τὴν προσεχῆ συνεδρίασιν. Ὡς ἀνεκοινώθη, ὅλαι αἱ λεπτομέρειαι θὰ γνωστοποιηθοῦν προσεχῶς διὰ σχετικῆς ἀνακοινώσεως τῶν ἁρμοδίων ἀρχῶν, αἱ ὁποῖαι παρακολουθοῦν στενῶς τὴν ἐξέλιξιν τῆς ὑποθέσεως. Ἐν τῷ μεταξὺ συνεχίζονται αἱ ἐργασίαι καὶ αἱ συσκέψεις. <box>290 1507 420 1663</box>
article-text: ΑΘΗΝΑΙ, 31.— Κατὰ τὰς πληροφορίας τὰς ὁποίας ἐλάβομεν ἐκ τῶν ἁρμοδίων ὑπηρεσιῶν, ἡ κατάστασις ἐξελίσσεται ὁμαλῶς. Οἱ ἀρμόδιοι προέβησαν εἰς τὰς ἀπαραιτήτους ἐνεργείας διὰ τὴν ἀντιμετώπισιν τοῦ ζητήματος, τὸ ὁποῖον θὰ ἀπασχολήσῃ καὶ τὸ ὑπουργικὸν συμβούλιον κατὰ τὴν προσεχῆ συνεδρίασιν. Ὡς ἀνεκοινώθη, ὅλαι αἱ λεπτομέρειαι θὰ γνωστοποιηθοῦν προσεχῶς διὰ σχετικῆς ἀνακοινώσεως τῶν ἁρμοδίων ἀρχῶν, αἱ ὁποῖαι παρακολουθοῦν στενῶς τὴν ἐξέλιξιν τῆς ὑποθέσεως. Ἐν τῷ μεταξὺ συνεχίζονται αἱ ἐργασίαι καὶ αἱ συσκέψεις. <box>830 1488 969 1635</box>
rate-name: Ἀγγλικὴ <box>291 404 322 412</box>
rate-name: Φράγκων <box>291 457 322 465</box>
rate-row <box>290 457 420 467</box>
article-text: ΑΘΗΝΑΙ, 31.— Κατὰ τὰς πληροφορίας τὰς ὁποίας ἐλάβομεν ἐκ τῶν ἁρμοδίων ὑπηρεσιῶν, ἡ κατάστασις ἐξελίσσεται ὁμαλῶς. Οἱ ἀρμόδιοι προέβησαν εἰς τὰς ἀπαραιτήτους ἐνεργείας διὰ τὴν ἀντιμετώπισιν τοῦ ζητήματος, τὸ ὁποῖον θὰ ἀπασχολήσῃ καὶ τὸ ὑπουργικὸν συμβούλιον κατὰ τὴν προσεχῆ συνεδρίασιν. Ὡς ἀνεκοινώθη, ὅλαι αἱ λεπτομέρειαι θὰ γνωστοποιηθοῦν προσεχῶς διὰ σχετικῆς ἀνακοινώσεως τῶν ἁρμοδίων ἀρχῶν, αἱ ὁποῖαι παρακολουθοῦν στενῶς τὴν ἐξέλιξιν τῆς ὑποθέσεως. Ἐν τῷ μεταξὺ συνεχίζονται αἱ ἐργασίαι καὶ αἱ συσκέψεις. <box>290 37 420 194</box>
article <box>691 2345 822 2553</box>
article-text: ΑΘΗΝΑΙ, 31.— Κατὰ τὰς πληροφορίας τὰς ὁποίας ἐλάβομεν ἐκ τῶν ἁρμοδίων ὑπηρεσιῶν, ἡ κατάστασις ἐξελίσσεται ὁμαλῶς. Οἱ ἀρμόδιοι προέβησαν εἰς τὰς ἀπαραιτήτους ἐνεργείας διὰ τὴν ἀντιμετώπισιν τοῦ ζητήματος, τὸ ὁποῖον θὰ ἀπασχολήσῃ καὶ τὸ ὑπουργικὸν συμβούλιον κατὰ τὴν προσεχῆ συνεδρίασιν. Ὡς ἀνεκοινώθη, ὅλαι αἱ λεπτομέρειαι θὰ γνωστοποιηθοῦν προσεχῶς διὰ σχετικῆς ἀνακοινώσεως τῶν ἁρμοδίων ἀρχῶν, αἱ ὁποῖαι παρακολουθοῦν στενῶς τὴν ἐξέλιξιν τῆς ὑποθέσεως. Ἐν τῷ μεταξὺ συνεχίζονται αἱ ἐργασίαι καὶ αἱ συσκέψεις. <box>558 1093 684 1249</box>
article-text: ΑΘΗΝΑΙ, 31.— Κατὰ τὰς πληροφορίας τὰς ὁποίας ἐλάβομεν ἐκ τῶν ἁρμοδίων ὑπηρεσιῶν, ἡ κατάστασις ἐξελίσσεται ὁμαλῶς. Οἱ ἀρμόδιοι προέβησαν εἰς τὰς ἀπαραιτήτους ἐνεργείας διὰ τὴν ἀντιμετώπισιν τοῦ ζητήματος, τὸ ὁποῖον θὰ ἀπασχολήσῃ καὶ τὸ ὑπουργικὸν συμβούλιον κατὰ τὴν προσεχῆ συνεδρίασιν. Ὡς ἀνεκοινώθη, ὅλαι αἱ λεπτομέρειαι θὰ γνωστοποιηθοῦν προσεχῶς διὰ σχετικῆς ἀνακοινώσεως τῶν ἁρμοδίων ἀρχῶν, αἱ ὁποῖαι παρακολουθοῦν στενῶς τὴν ἐξέλιξιν τῆς ὑποθέσεως. Ἐν τῷ μεταξὺ συνεχίζονται αἱ ἐργασίαι καὶ αἱ συσκέψεις. <box>428 440 553 596</box>
headline: ΕΡΓΑΤΙΚΗ ΑΠΕΡΓΙΑ ΕΙΣ ΤΗΝ ΒΡΑΖΙΛΙΑΝ <box>694 1970 819 1991</box>
headline: ΗΘΩΩΘΗΣΑΝ ΥΠΟ ΤΟΥ ΕΦΕΤΕΙΟΥ ΑΘΗΝΩΝ ΟΙ ΚΑΤΗΓΟΡΟΥΜΕΝΟΙ ΔΙ' ΑΝΩΜΑΛΙΑΣ ΕΙΣ ΔΕΗ <box>52 2006 248 2026</box>
article-text: ΑΘΗΝΑΙ, 31.— Κατὰ τὰς πληροφορίας τὰς ὁποίας ἐλάβομεν ἐκ τῶν ἁρμοδίων ὑπηρεσιῶν, ἡ κατάστασις ἐξελίσσεται ὁμαλῶς. Οἱ ἀρμόδιοι προέβησαν εἰς τὰς ἀπαραιτήτους ἐνεργείας διὰ τὴν ἀντιμετώπισιν τοῦ ζητήματος, τὸ ὁποῖον θὰ ἀπασχολήσῃ καὶ τὸ ὑπουργικὸν συμβούλιον κατὰ τὴν προσεχῆ συνεδρίασιν. Ὡς ἀνεκοινώθη, ὅλαι αἱ λεπτομέρειαι θὰ γνωστοποιηθοῦν προσεχῶς διὰ σχετικῆς ἀνακοινώσεως τῶν ἁρμοδίων ἀρχῶν, αἱ ὁποῖαι παρακολουθοῦν στενῶς τὴν ἐξέλιξιν τῆς ὑποθέσεως. Ἐν τῷ μεταξὺ συνεχίζονται αἱ ἐργασίαι καὶ αἱ συσκέψεις. <box>558 1549 684 1706</box>
article-body <box>830 943 1113 1168</box>
article <box>18 2007 282 2097</box>
headline: ΑΥΞΑΝΟΥΝ ΟΙ ΕΚ ΤΟΥ ΠΕΡΟΝΟΣΠΟΡΟΥ ΚΙΝΔΥΝΟΙ ΔΙΟΤΙ ΟΙ ΠΑΡΑΓΩΓΟΙ ΔΕΝ ΨΕΚΑΖΟΥΝ ΤΟΥΣ ΑΓΡΟΥΣ <box>831 369 1112 392</box>
article-body <box>830 1305 1113 1658</box>
headline: ΑΠΑΝ ΤΟ ΠΡΟΣΩΠΙΚΟΝ ΕΛΞΕΩΣ ΤΩΝ Σ.Ε.Κ. ΜΕΤΕΧΕΙ ΕΙΣ ΤΗΝ ΚΗΡΥΧΘΕΙΣΑΝ ΑΠΕΡΓΙΑΝ <box>831 17 1112 66</box>
article-body <box>830 1198 1113 1276</box>
article <box>691 202 822 403</box>
headline: ΕΡΓΑΤΗΣ ΕΠΛΗΞΕ ΠΕΝΤΑΚΙΣ ΔΙΑ ΜΑΧΑΙΡΑΣ ΤΗΝ ΝΕΑΡΑΝ ΜΝΗΣΤΗΝ ΤΟΥ ΥΙΟΥ ΤΟΥ ΔΙΟΤΙ ΤΗΝ ΕΘΕΩΡΕΙ ΥΠΑΙΤΙΟΝ ΔΥΣΠΡΑΓΙΑΣ <box>439 20 672 73</box>
rate-name: Ἀνδρεία <box>291 431 322 439</box>
article-text: ΑΘΗΝΑΙ, 31.— Κατὰ τὰς πληροφορίας τὰς ὁποίας ἐλάβομεν ἐκ τῶν ἁρμοδίων ὑπηρεσιῶν, ἡ κατάστασις ἐξελίσσεται ὁμαλῶς. Οἱ ἀρμόδιοι προέβησαν εἰς τὰς ἀπαραιτήτους ἐνεργείας διὰ τὴν ἀντιμετώπισιν τοῦ ζητήματος, τὸ ὁποῖον θὰ ἀπασχολήσῃ καὶ τὸ ὑπουργικὸν συμβούλιον κατὰ τὴν προσεχῆ συνεδρίασιν. Ὡς ἀνεκοινώθη, ὅλαι αἱ λεπτομέρειαι θὰ γνωστοποιηθοῦν προσεχῶς διὰ σχετικῆς ἀνακοινώσεως τῶν ἁρμοδίων ἀρχῶν, αἱ ὁποῖαι παρακολουθοῦν στενῶς τὴν ἐξέλιξιν τῆς ὑποθέσεως. Ἐν τῷ μεταξὺ συνεχίζονται αἱ ἐργασίαι καὶ αἱ συσκέψεις. <box>558 1393 684 1549</box>
article-text: ΑΘΗΝΑΙ, 31.— Κατὰ τὰς πληροφορίας τὰς ὁποίας ἐλάβομεν ἐκ τῶν ἁρμοδίων ὑπηρεσιῶν, ἡ κατάστασις ἐξελίσσεται ὁμαλῶς. Οἱ ἀρμόδιοι προέβησαν εἰς τὰς ἀπαραιτήτους ἐνεργείας διὰ τὴν ἀντιμετώπισιν τοῦ ζητήματος, τὸ ὁποῖον θὰ ἀπασχολήσῃ καὶ τὸ ὑπουργικὸν συμβούλιον κατὰ τὴν προσεχῆ συνεδρίασιν. Ὡς ἀνεκοινώθη, ὅλαι αἱ λεπτομέρειαι θὰ γνωστοποιηθοῦν προσεχῶς διὰ σχετικῆς ἀνακοινώσεως τῶν ἁρμοδίων ἀρχῶν, αἱ ὁποῖαι παρακολουθοῦν στενῶς τὴν ἐξέλιξιν τῆς ὑποθέσεως. Ἐν τῷ μεταξὺ συνεχίζονται αἱ ἐργασίαι καὶ αἱ συσκέψεις. <box>290 706 420 862</box>
article <box>290 672 420 863</box>
column-5 <box>828 3 1115 1846</box>
rates-title: ΕΙΣ ΤΑΣ ΑΘΗΝΑΣ <box>326 394 384 402</box>
rate-sell: 248.00 <box>392 431 418 439</box>
article <box>830 725 1113 903</box>
rate-name: Ἰταλίας <box>291 448 322 457</box>
article <box>290 1068 420 1258</box>
headline: ΝΕΦΕΛΩΔΗΣ ΜΕ ΒΡΟΧΑΣ ΚΑΙ ΠΑΛΙΝ Ο ΚΑΙΡΟΣ <box>444 881 667 893</box>
headline: ΞΕΝΟΙ ΕΙΔΙΚΟΙ ΘΑ ΕΝΕΡΓΗΣΟΥΝ ΕΡΕΥΝΑΣ ΕΠΙ ΤΗΣ ΠΟΙΟΤΗΤΟΣ ΤΟΥ ΕΛΛΗΝΙΚΟΥ ΣΙΤΟΥ <box>18 1033 146 1076</box>
article-text: ΑΘΗΝΑΙ, 31.— Κατὰ τὰς πληροφορίας τὰς ὁποίας ἐλάβομεν ἐκ τῶν ἁρμοδίων ὑπηρεσιῶν, ἡ κατάστασις ἐξελίσσεται ὁμαλῶς. Οἱ ἀρμόδιοι προέβησαν εἰς τὰς ἀπαραιτήτους ἐνεργείας διὰ τὴν ἀντιμετώπισιν τοῦ ζητήματος, τὸ ὁποῖον θὰ ἀπασχολήσῃ καὶ τὸ ὑπουργικὸν συμβούλιον κατὰ τὴν προσεχῆ συνεδρίασιν. Ὡς ἀνεκοινώθη, ὅλαι αἱ λεπτομέρειαι θὰ γνωστοποιηθοῦν προσεχῶς διὰ σχετικῆς ἀνακοινώσεως τῶν ἁρμοδίων ἀρχῶν, αἱ ὁποῖαι παρακολουθοῦν στενῶς τὴν ἐξέλιξιν τῆς ὑποθέσεως. Ἐν τῷ μεταξὺ συνεχίζονται αἱ ἐργασίαι καὶ αἱ συσκέψεις. <box>974 1490 1113 1637</box>
subheadline: ΕΠΕΡΓΙΑΣ ΤΟΥ ΚΕΝΤΡΟΥ ΔΙΑ ΤΗΝ ΑΝΤΕΓΚΛΙΤΙΚΗΝ ΠΟΛΙΤΙΚΗΝ ΤΗΣ Ε.Ρ.Ε. <box>833 1305 1094 1657</box>
article-text: ΑΘΗΝΑΙ, 31.— Κατὰ τὰς πληροφορίας τὰς ὁποίας ἐλάβομεν ἐκ τῶν ἁρμοδίων ὑπηρεσιῶν, ἡ κατάστασις ἐξελίσσεται ὁμαλῶς. Οἱ ἀρμόδιοι προέβησαν εἰς τὰς ἀπαραιτήτους ἐνεργείας διὰ τὴν ἀντιμετώπισιν τοῦ ζητήματος, τὸ ὁποῖον θὰ ἀπασχολήσῃ καὶ τὸ ὑπουργικὸν συμβούλιον κατὰ τὴν προσεχῆ συνεδρίασιν. Ὡς ἀνεκοινώθη, ὅλαι αἱ λεπτομέρειαι θὰ γνωστοποιηθοῦν προσεχῶς διὰ σχετικῆς ἀνακοινώσεως τῶν ἁρμοδίων ἀρχῶν, αἱ ὁποῖαι παρακολουθοῦν στενῶς τὴν ἐξέλιξιν τῆς ὑποθέσεως. Ἐν τῷ μεταξὺ συνεχίζονται αἱ ἐργασίαι καὶ αἱ συσκέψεις. <box>974 211 1113 359</box>
article-text: ΑΘΗΝΑΙ, 31.— Κατὰ τὰς πληροφορίας τὰς ὁποίας ἐλάβομεν ἐκ τῶν ἁρμοδίων ὑπηρεσιῶν, ἡ κατάστασις ἐξελίσσεται ὁμαλῶς. Οἱ ἀρμόδιοι προέβησαν εἰς τὰς ἀπαραιτήτους ἐνεργείας διὰ τὴν ἀντιμετώπισιν τοῦ ζητήματος, τὸ ὁποῖον θὰ ἀπασχολήσῃ καὶ τὸ ὑπουργικὸν συμβούλιον κατὰ τὴν προσεχῆ συνεδρίασιν. Ὡς ἀνεκοινώθη, ὅλαι αἱ λεπτομέρειαι θὰ γνωστοποιηθοῦν προσεχῶς διὰ σχετικῆς ἀνακοινώσεως τῶν ἁρμοδίων ἀρχῶν, αἱ ὁποῖαι παρακολουθοῦν στενῶς τὴν ἐξέλιξιν τῆς ὑποθέσεως. Ἐν τῷ μεταξὺ συνεχίζονται αἱ ἐργασίαι καὶ αἱ συσκέψεις. <box>428 639 553 795</box>
headline: ΟΙ ΣΥΝΤΑΞΙΟΥΧΟΙ ΑΡΤΕΡΓΑΤΑΙ ΔΙΑΜΑΡΤΥΡΟΝΤΑΙ <box>715 794 798 827</box>
headline: ΑΠΕΒΙΩΣΕΝ ΕΛΛΗΝ ΕΠΙΣΚΟΠΟΣ ΕΙΣ ΓΕΡΜΑΝΙΑΝ ΘΑ ΖΗΤΗΣΗ Η ΕΚΚΛΗΣΙΑ ΑΠΟ ΤΟΝ Κ. ΑΘΗΝΑΓΟΡΑΝ <box>445 1071 666 1091</box>
article-text: ΑΘΗΝΑΙ, 31.— Κατὰ τὰς πληροφορίας τὰς ὁποίας ἐλάβομεν ἐκ τῶν ἁρμοδίων ὑπηρεσιῶν, ἡ κατάστασις ἐξελίσσεται ὁμαλῶς. Οἱ ἀρμόδιοι προέβησαν εἰς τὰς ἀπαραιτήτους ἐνεργείας διὰ τὴν ἀντιμετώπισιν τοῦ ζητήματος, τὸ ὁποῖον θὰ ἀπασχολήσῃ καὶ τὸ ὑπουργικὸν συμβούλιον κατὰ τὴν προσεχῆ συνεδρίασιν. Ὡς ἀνεκοινώθη, ὅλαι αἱ λεπτομέρειαι θὰ γνωστοποιηθοῦν προσεχῶς διὰ σχετικῆς ἀνακοινώσεως τῶν ἁρμοδίων ἀρχῶν, αἱ ὁποῖαι παρακολουθοῦν στενῶς τὴν ἐξέλιξιν τῆς ὑποθέσεως. Ἐν τῷ μεταξὺ συνεχίζονται αἱ ἐργασίαι καὶ αἱ συσκέψεις. <box>18 92 282 161</box>
headline: ΔΙΕΦΩΝΗΣΑΝ ΤΑ ΚΡΑΤΗ ΤΗΣ ΚΟΙΝΗΣ ΑΓΟΡΑΣ ΕΠΙ ΤΟΥ ΤΡΟΠΟΥ ΤΗΣ ΣΥΝΕΡΓΑΣΙΑΣ ΤΩΝ ΜΕ ΤΗΝ ΚΥΒΕΡΝΗΣΙΝ ΤΗΣ ΜΕΓ. ΒΡΕΤΑΝΝΙΑΣ <box>838 911 1106 940</box>
article <box>428 1072 684 1249</box>
headline: ΜΙΚΡΑ ΜΑΘΗΤΡΙΑ ΕΤΡΑΥΜΑΤΙΣΘΗ ΚΑΤΑ ΤΟ ΔΙΑΛΕΙΜΜΑ <box>701 596 813 629</box>
rate-sell: 237.50 <box>392 448 418 457</box>
article <box>691 410 822 590</box>
headline: ΓΕΡΜΑΝΟΣ ΔΗΜΟΣΙΟΓΡΑΦΟΣ ΚΑΤΕΔΙΚΑΣΘΗ ΔΙΑ ΚΑΤΑΣΚΟΠΕΙΑ <box>715 1574 799 1617</box>
column-rule <box>687 3 688 1645</box>
headline: ΠΑΡΑΒΙΑΖΕΤΑΙ Η ΔΙΑΤΑΞΙΣ ΠΕΡΙ ΩΡΩΝ ΕΡΓΑΣΙΑΣ ΟΔΗΓΩΝ ΕΛΚΥΣΤΗΡΩΝ <box>295 1264 415 1297</box>
article-text: ΑΘΗΝΑΙ, 31.— Κατὰ τὰς πληροφορίας τὰς ὁποίας ἐλάβομεν ἐκ τῶν ἁρμοδίων ὑπηρεσιῶν, ἡ κατάστασις ἐξελίσσεται ὁμαλῶς. Οἱ ἀρμόδιοι προέβησαν εἰς τὰς ἀπαραιτήτους ἐνεργείας διὰ τὴν ἀντιμετώπισιν τοῦ ζητήματος, τὸ ὁποῖον θὰ ἀπασχολήσῃ καὶ τὸ ὑπουργικὸν συμβούλιον κατὰ τὴν προσεχῆ συνεδρίασιν. Ὡς ἀνεκοινώθη, ὅλαι αἱ λεπτομέρειαι θὰ γνωστοποιηθοῦν προσεχῶς διὰ σχετικῆς ἀνακοινώσεως τῶν ἁρμοδίων ἀρχῶν, αἱ ὁποῖαι παρακολουθοῦν στενῶς τὴν ἐξέλιξιν τῆς ὑποθέσεως. Ἐν τῷ μεταξὺ συνεχίζονται αἱ ἐργασίαι καὶ αἱ συσκέψεις. <box>18 2028 282 2097</box>
article-text: ΑΘΗΝΑΙ, 31.— Κατὰ τὰς πληροφορίας τὰς ὁποίας ἐλάβομεν ἐκ τῶν ἁρμοδίων ὑπηρεσιῶν, ἡ κατάστασις ἐξελίσσεται ὁμαλῶς. Οἱ ἀρμόδιοι προέβησαν εἰς τὰς ἀπαραιτήτους ἐνεργείας διὰ τὴν ἀντιμετώπισιν τοῦ ζητήματος, τὸ ὁποῖον θὰ ἀπασχολήσῃ καὶ τὸ ὑπουργικὸν συμβούλιον κατὰ τὴν προσεχῆ συνεδρίασιν. Ὡς ἀνεκοινώθη, ὅλαι αἱ λεπτομέρειαι θὰ γνωστοποιηθοῦν προσεχῶς διὰ σχετικῆς ἀνακοινώσεως τῶν ἁρμοδίων ἀρχῶν, αἱ ὁποῖαι παρακολουθοῦν στενῶς τὴν ἐξέλιξιν τῆς ὑποθέσεως. Ἐν τῷ μεταξὺ συνεχίζονται αἱ ἐργασίαι καὶ αἱ συσκέψεις. <box>691 1411 822 1567</box>
rate-row <box>290 431 420 440</box>
subheadline: ΑΛΕΞΙΠΤΩΤΙΣΤΗΣ ΕΠΕΠΕΣΕΝ ΕΙΣ ΑΜΑΞΟΣΤΟΙΧΙΑΝ ΚΑΙ ΕΦΟΝΕΥΘΗ <box>833 1453 965 1486</box>
lead-article <box>830 3 1113 362</box>
article-text: ΑΘΗΝΑΙ, 31.— Κατὰ τὰς πληροφορίας τὰς ὁποίας ἐλάβομεν ἐκ τῶν ἁρμοδίων ὑπηρεσιῶν, ἡ κατάστασις ἐξελίσσεται ὁμαλῶς. Οἱ ἀρμόδιοι προέβησαν εἰς τὰς ἀπαραιτήτους ἐνεργείας διὰ τὴν ἀντιμετώπισιν τοῦ ζητήματος, τὸ ὁποῖον θὰ ἀπασχολήσῃ καὶ τὸ ὑπουργικὸν συμβούλιον κατὰ τὴν προσεχῆ συνεδρίασιν. Ὡς ἀνεκοινώθη, ὅλαι αἱ λεπτομέρειαι θὰ γνωστοποιηθοῦν προσεχῶς διὰ σχετικῆς ἀνακοινώσεως τῶν ἁρμοδίων ἀρχῶν, αἱ ὁποῖαι παρακολουθοῦν στενῶς τὴν ἐξέλιξιν τῆς ὑποθέσεως. Ἐν τῷ μεταξὺ συνεχίζονται αἱ ἐργασίαι καὶ αἱ συσκέψεις. <box>830 942 969 1089</box>
article <box>18 3 282 231</box>
article-text: ΑΘΗΝΑΙ, 31.— Κατὰ τὰς πληροφορίας τὰς ὁποίας ἐλάβομεν ἐκ τῶν ἁρμοδίων ὑπηρεσιῶν, ἡ κατάστασις ἐξελίσσεται ὁμαλῶς. Οἱ ἀρμόδιοι προέβησαν εἰς τὰς ἀπαραιτήτους ἐνεργείας διὰ τὴν ἀντιμετώπισιν τοῦ ζητήματος, τὸ ὁποῖον θὰ ἀπασχολήσῃ καὶ τὸ ὑπουργικὸν συμβούλιον κατὰ τὴν προσεχῆ συνεδρίασιν. Ὡς ἀνεκοινώθη, ὅλαι αἱ λεπτομέρειαι θὰ γνωστοποιηθοῦν προσεχῶς διὰ σχετικῆς ἀνακοινώσεως τῶν ἁρμοδίων ἀρχῶν, αἱ ὁποῖαι παρακολουθοῦν στενῶς τὴν ἐξέλιξιν τῆς ὑποθέσεως. Ἐν τῷ μεταξὺ συνεχίζονται αἱ ἐργασίαι καὶ αἱ συσκέψεις. <box>290 1299 420 1455</box>
article-body <box>431 112 680 399</box>
headline: 9 Κ. ΜΠΟΥΡΝΙΑΣ ΕΙΣ ΣΑΜΟΝ <box>291 2065 418 2077</box>
article <box>290 4 420 194</box>
rate-sell: 233.00 <box>392 457 418 465</box>
article-body <box>830 756 1113 904</box>
headline: ΜΙΚΡΑΙ ΕΙΔΗΣΕΙΣ ΕΞ ΑΘΗΝΩΝ ΧΩΡΙΣ ΤΙΤΛΟΝ <box>451 1380 660 1392</box>
headline: ΟΙ ΑΡΧΙΕΠΙΣΚΟΠΟΙ ΑΜΕΡΙΚΗΣ ΚΑΙ ΑΥΣΤΡΑΛΙΑΣ ΜΕΤΕΒΗΣΑΝ ΕΙΣ ΚΩΝΣΤΑΝΤΙΝΟΥΠΟΛΙΝ ΚΑΙ ΕΓΕΝΟΝΤΟ ΔΕΚΤΟΙ ΥΠΟ ΤΟΥ ΠΑΤΡΙΑΡΧΟΥ <box>445 604 667 637</box>
article-body <box>830 102 1113 362</box>
headline: ΤΡΙΣΑΓΙΟΝ ΕΙΣ ΤΟΝ ΤΑΦΟΝ ΤΟΥ ΣΑΡΑΦΗ <box>696 1387 818 1409</box>
subheadline: ΥΠΕΣΤΗΣΑΝ ΤΡΟΦΙΚΗΝ ΔΗΛΗΤΗΡΙΑΣΙΝ <box>990 1466 1098 1488</box>
kicker: Ἠκινητοποιήθησαν πολλαὶ ἁμαξοστοιχίαι <box>830 68 1113 85</box>
article-text: ΑΘΗΝΑΙ, 31.— Κατὰ τὰς πληροφορίας τὰς ὁποίας ἐλάβομεν ἐκ τῶν ἁρμοδίων ὑπηρεσιῶν, ἡ κατάστασις ἐξελίσσεται ὁμαλῶς. Οἱ ἀρμόδιοι προέβησαν εἰς τὰς ἀπαραιτήτους ἐνεργείας διὰ τὴν ἀντιμετώπισιν τοῦ ζητήματος, τὸ ὁποῖον θὰ ἀπασχολήσῃ καὶ τὸ ὑπουργικὸν συμβούλιον κατὰ τὴν προσεχῆ συνεδρίασιν. Ὡς ἀνεκοινώθη, ὅλαι αἱ λεπτομέρειαι θὰ γνωστοποιηθοῦν προσεχῶς διὰ σχετικῆς ἀνακοινώσεως τῶν ἁρμοδίων ἀρχῶν, αἱ ὁποῖαι παρακολουθοῦν στενῶς τὴν ἐξέλιξιν τῆς ὑποθέσεως. Ἐν τῷ μεταξὺ συνεχίζονται αἱ ἐργασίαι καὶ αἱ συσκέψεις. <box>428 639 684 873</box>
rate-sell: 248.50 <box>392 421 418 430</box>
article <box>290 474 420 665</box>
article-text: ΑΘΗΝΑΙ, 31.— Κατὰ τὰς πληροφορίας τὰς ὁποίας ἐλάβομεν ἐκ τῶν ἁρμοδίων ὑπηρεσιῶν, ἡ κατάστασις ἐξελίσσεται ὁμαλῶς. Οἱ ἀρμόδιοι προέβησαν εἰς τὰς ἀπαραιτήτους ἐνεργείας διὰ τὴν ἀντιμετώπισιν τοῦ ζητήματος, τὸ ὁποῖον θὰ ἀπασχολήσῃ καὶ τὸ ὑπουργικὸν συμβούλιον κατὰ τὴν προσεχῆ συνεδρίασιν. Ὡς ἀνεκοινώθη, ὅλαι αἱ λεπτομέρειαι θὰ γνωστοποιηθοῦν προσεχῶς διὰ σχετικῆς ἀνακοινώσεως τῶν ἁρμοδίων ἀρχῶν, αἱ ὁποῖαι παρακολουθοῦν στενῶς τὴν ἐξέλιξιν τῆς ὑποθέσεως. Ἐν τῷ μεταξὺ συνεχίζονται αἱ ἐργασίαι καὶ αἱ συσκέψεις. <box>691 1026 822 1182</box>
column-4 <box>689 3 824 2549</box>
article-text: ΑΘΗΝΑΙ, 31.— Κατὰ τὰς πληροφορίας τὰς ὁποίας ἐλάβομεν ἐκ τῶν ἁρμοδίων ὑπηρεσιῶν, ἡ κατάστασις ἐξελίσσεται ὁμαλῶς. Οἱ ἀρμόδιοι προέβησαν εἰς τὰς ἀπαραιτήτους ἐνεργείας διὰ τὴν ἀντιμετώπισιν τοῦ ζητήματος, τὸ ὁποῖον θὰ ἀπασχολήσῃ καὶ τὸ ὑπουργικὸν συμβούλιον κατὰ τὴν προσεχῆ συνεδρίασιν. Ὡς ἀνεκοινώθη, ὅλαι αἱ λεπτομέρειαι θὰ γνωστοποιηθοῦν προσεχῶς διὰ σχετικῆς ἀνακοινώσεως τῶν ἁρμοδίων ἀρχῶν, αἱ ὁποῖαι παρακολουθοῦν στενῶς τὴν ἐξέλιξιν τῆς ὑποθέσεως. Ἐν τῷ μεταξὺ συνεχίζονται αἱ ἐργασίαι καὶ αἱ συσκέψεις. <box>830 1197 1113 1275</box>
article-text: ΑΘΗΝΑΙ, 31.— Κατὰ τὰς πληροφορίας τὰς ὁποίας ἐλάβομεν ἐκ τῶν ἁρμοδίων ὑπηρεσιῶν, ἡ κατάστασις ἐξελίσσεται ὁμαλῶς. Οἱ ἀρμόδιοι προέβησαν εἰς τὰς ἀπαραιτήτους ἐνεργείας διὰ τὴν ἀντιμετώπισιν τοῦ ζητήματος, τὸ ὁποῖον θὰ ἀπασχολήσῃ καὶ τὸ ὑπουργικὸν συμβούλιον κατὰ τὴν προσεχῆ συνεδρίασιν. Ὡς ἀνεκοινώθη, ὅλαι αἱ λεπτομέρειαι θὰ γνωστοποιηθοῦν προσεχῶς διὰ σχετικῆς ἀνακοινώσεως τῶν ἁρμοδίων ἀρχῶν, αἱ ὁποῖαι παρακολουθοῦν στενῶς τὴν ἐξέλιξιν τῆς ὑποθέσεως. Ἐν τῷ μεταξὺ συνεχίζονται αἱ ἐργασίαι καὶ αἱ συσκέψεις. <box>691 2181 822 2337</box>
article <box>691 1388 822 1568</box>
article <box>830 1284 1113 1658</box>
headline: ΝΕΑ ΔΙΚΗ ΤΟΥ «ΕΛΕΥΘΕΡΟΥ» ΕΠΙ ΔΥΣΦΗΜΗΣΕΙ ΤΟΥ Κ. ΚΑΝΕΛΛΟΠΟΥΛΟΥ <box>308 1462 402 1505</box>
rate-buy: 245.00 <box>355 439 381 448</box>
article-text: ΑΘΗΝΑΙ, 31.— Κατὰ τὰς πληροφορίας τὰς ὁποίας ἐλάβομεν ἐκ τῶν ἁρμοδίων ὑπηρεσιῶν, ἡ κατάστασις ἐξελίσσεται ὁμαλῶς. Οἱ ἀρμόδιοι προέβησαν εἰς τὰς ἀπαραιτήτους ἐνεργείας διὰ τὴν ἀντιμετώπισιν τοῦ ζητήματος, τὸ ὁποῖον θὰ ἀπασχολήσῃ καὶ τὸ ὑπουργικὸν συμβούλιον κατὰ τὴν προσεχῆ συνεδρίασιν. Ὡς ἀνεκοινώθη, ὅλαι αἱ λεπτομέρειαι θὰ γνωστοποιηθοῦν προσεχῶς διὰ σχετικῆς ἀνακοινώσεως τῶν ἁρμοδίων ἀρχῶν, αἱ ὁποῖαι παρακολουθοῦν στενῶς τὴν ἐξέλιξιν τῆς ὑποθέσεως. Ἐν τῷ μεταξὺ συνεχίζονται αἱ ἐργασίαι καὶ αἱ συσκέψεις. <box>691 1619 822 1776</box>
subheadline: ΕΙΣ ΤΗΝ ΘΕΣΣΑΛΙΑΝ <box>864 706 934 714</box>
article-text: ΑΘΗΝΑΙ, 31.— Κατὰ τὰς πληροφορίας τὰς ὁποίας ἐλάβομεν ἐκ τῶν ἁρμοδίων ὑπηρεσιῶν, ἡ κατάστασις ἐξελίσσεται ὁμαλῶς. Οἱ ἀρμόδιοι προέβησαν εἰς τὰς ἀπαραιτήτους ἐνεργείας διὰ τὴν ἀντιμετώπισιν τοῦ ζητήματος, τὸ ὁποῖον θὰ ἀπασχολήσῃ καὶ τὸ ὑπουργικὸν συμβούλιον κατὰ τὴν προσεχῆ συνεδρίασιν. Ὡς ἀνεκοινώθη, ὅλαι αἱ λεπτομέρειαι θὰ γνωστοποιηθοῦν προσεχῶς διὰ σχετικῆς ἀνακοινώσεως τῶν ἁρμοδίων ἀρχῶν, αἱ ὁποῖαι παρακολουθοῦν στενῶς τὴν ἐξέλιξιν τῆς ὑποθέσεως. Ἐν τῷ μεταξὺ συνεχίζονται αἱ ἐργασίαι καὶ αἱ συσκέψεις. <box>974 569 1113 716</box>
kicker: Ἐπεβιβάσθη λεωφορείου διὰ τὰς Ἀθήνας καὶ παρεδόθη αὐθορμήτως εἰς ἓν τμῆμα <box>443 74 668 98</box>
article-text: ΑΘΗΝΑΙ, 31.— Κατὰ τὰς πληροφορίας τὰς ὁποίας ἐλάβομεν ἐκ τῶν ἁρμοδίων ὑπηρεσιῶν, ἡ κατάστασις ἐξελίσσεται ὁμαλῶς. Οἱ ἀρμόδιοι προέβησαν εἰς τὰς ἀπαραιτήτους ἐνεργείας διὰ τὴν ἀντιμετώπισιν τοῦ ζητήματος, τὸ ὁποῖον θὰ ἀπασχολήσῃ καὶ τὸ ὑπουργικὸν συμβούλιον κατὰ τὴν προσεχῆ συνεδρίασιν. Ὡς ἀνεκοινώθη, ὅλαι αἱ λεπτομέρειαι θὰ γνωστοποιηθοῦν προσεχῶς διὰ σχετικῆς ἀνακοινώσεως τῶν ἁρμοδίων ἀρχῶν, αἱ ὁποῖαι παρακολουθοῦν στενῶς τὴν ἐξέλιξιν τῆς ὑποθέσεως. Ἐν τῷ μεταξὺ συνεχίζονται αἱ ἐργασίαι καὶ αἱ συσκέψεις. <box>18 1839 146 1995</box>
article <box>18 658 282 679</box>
article-text: ΑΘΗΝΑΙ, 31.— Κατὰ τὰς πληροφορίας τὰς ὁποίας ἐλάβομεν ἐκ τῶν ἁρμοδίων ὑπηρεσιῶν, ἡ κατάστασις ἐξελίσσεται ὁμαλῶς. Οἱ ἀρμόδιοι προέβησαν εἰς τὰς ἀπαραιτήτους ἐνεργείας διὰ τὴν ἀντιμετώπισιν τοῦ ζητήματος, τὸ ὁποῖον θὰ ἀπασχολήσῃ καὶ τὸ ὑπουργικὸν συμβούλιον κατὰ τὴν προσεχῆ συνεδρίασιν. Ὡς ἀνεκοινώθη, ὅλαι αἱ λεπτομέρειαι θὰ γνωστοποιηθοῦν προσεχῶς διὰ σχετικῆς ἀνακοινώσεως τῶν ἁρμοδίων ἀρχῶν, αἱ ὁποῖαι παρακολουθοῦν στενῶς τὴν ἐξέλιξιν τῆς ὑποθέσεως. Ἐν τῷ μεταξὺ συνεχίζονται αἱ ἐργασίαι καὶ αἱ συσκέψεις. <box>830 942 1113 1167</box>
article-body <box>428 1394 684 1706</box>
article-text: ΑΘΗΝΑΙ, 31.— Κατὰ τὰς πληροφορίας τὰς ὁποίας ἐλάβομεν ἐκ τῶν ἁρμοδίων ὑπηρεσιῶν, ἡ κατάστασις ἐξελίσσεται ὁμαλῶς. Οἱ ἀρμόδιοι προέβησαν εἰς τὰς ἀπαραιτήτους ἐνεργείας διὰ τὴν ἀντιμετώπισιν τοῦ ζητήματος, τὸ ὁποῖον θὰ ἀπασχολήσῃ καὶ τὸ ὑπουργικὸν συμβούλιον κατὰ τὴν προσεχῆ συνεδρίασιν. Ὡς ἀνεκοινώθη, ὅλαι αἱ λεπτομέρειαι θὰ γνωστοποιηθοῦν προσεχῶς διὰ σχετικῆς ἀνακοινώσεως τῶν ἁρμοδίων ἀρχῶν, αἱ ὁποῖαι παρακολουθοῦν στενῶς τὴν ἐξέλιξιν τῆς ὑποθέσεως. Ἐν τῷ μεταξὺ συνεχίζονται αἱ ἐργασίαι καὶ αἱ συσκέψεις. <box>830 557 969 704</box>
article-body <box>830 410 1113 717</box>
article-text: ΑΘΗΝΑΙ, 31.— Κατὰ τὰς πληροφορίας τὰς ὁποίας ἐλάβομεν ἐκ τῶν ἁρμοδίων ὑπηρεσιῶν, ἡ κατάστασις ἐξελίσσεται ὁμαλῶς. Οἱ ἀρμόδιοι προέβησαν εἰς τὰς ἀπαραιτήτους ἐνεργείας διὰ τὴν ἀντιμετώπισιν τοῦ ζητήματος, τὸ ὁποῖον θὰ ἀπασχολήσῃ καὶ τὸ ὑπουργικὸν συμβούλιον κατὰ τὴν προσεχῆ συνεδρίασιν. Ὡς ἀνεκοινώθη, ὅλαι αἱ λεπτομέρειαι θὰ γνωστοποιηθοῦν προσεχῶς διὰ σχετικῆς ἀνακοινώσεως τῶν ἁρμοδίων ἀρχῶν, αἱ ὁποῖαι παρακολουθοῦν στενῶς τὴν ἐξέλιξιν τῆς ὑποθέσεως. Ἐν τῷ μεταξὺ συνεχίζονται αἱ ἐργασίαι καὶ αἱ συσκέψεις. <box>18 1459 146 1614</box>
rate-row <box>290 440 420 449</box>
article-text: ΑΘΗΝΑΙ, 31.— Κατὰ τὰς πληροφορίας τὰς ὁποίας ἐλάβομεν ἐκ τῶν ἁρμοδίων ὑπηρεσιῶν, ἡ κατάστασις ἐξελίσσεται ὁμαλῶς. Οἱ ἀρμόδιοι προέβησαν εἰς τὰς ἀπαραιτήτους ἐνεργείας διὰ τὴν ἀντιμετώπισιν τοῦ ζητήματος, τὸ ὁποῖον θὰ ἀπασχολήσῃ καὶ τὸ ὑπουργικὸν συμβούλιον κατὰ τὴν προσεχῆ συνεδρίασιν. Ὡς ἀνεκοινώθη, ὅλαι αἱ λεπτομέρειαι θὰ γνωστοποιηθοῦν προσεχῶς διὰ σχετικῆς ἀνακοινώσεως τῶν ἁρμοδίων ἀρχῶν, αἱ ὁποῖαι παρακολουθοῦν στενῶς τὴν ἐξέλιξιν τῆς ὑποθέσεως. Ἐν τῷ μεταξὺ συνεχίζονται αἱ ἐργασίαι καὶ αἱ συσκέψεις. <box>691 246 822 402</box>
article-text: ΑΘΗΝΑΙ, 31.— Κατὰ τὰς πληροφορίας τὰς ὁποίας ἐλάβομεν ἐκ τῶν ἁρμοδίων ὑπηρεσιῶν, ἡ κατάστασις ἐξελίσσεται ὁμαλῶς. Οἱ ἀρμόδιοι προέβησαν εἰς τὰς ἀπαραιτήτους ἐνεργείας διὰ τὴν ἀντιμετώπισιν τοῦ ζητήματος, τὸ ὁποῖον θὰ ἀπασχολήσῃ καὶ τὸ ὑπουργικὸν συμβούλιον κατὰ τὴν προσεχῆ συνεδρίασιν. Ὡς ἀνεκοινώθη, ὅλαι αἱ λεπτομέρειαι θὰ γνωστοποιηθοῦν προσεχῶς διὰ σχετικῆς ἀνακοινώσεως τῶν ἁρμοδίων ἀρχῶν, αἱ ὁποῖαι παρακολουθοῦν στενῶς τὴν ἐξέλιξιν τῆς ὑποθέσεως. Ἐν τῷ μεταξὺ συνεχίζονται αἱ ἐργασίαι καὶ αἱ συσκέψεις. <box>151 1657 279 1812</box>
article-text: ΑΘΗΝΑΙ, 31.— Κατὰ τὰς πληροφορίας τὰς ὁποίας ἐλάβομεν ἐκ τῶν ἁρμοδίων ὑπηρεσιῶν, ἡ κατάστασις ἐξελίσσεται ὁμαλῶς. Οἱ ἀρμόδιοι προέβησαν εἰς τὰς ἀπαραιτήτους ἐνεργείας διὰ τὴν ἀντιμετώπισιν τοῦ ζητήματος, τὸ ὁποῖον θὰ ἀπασχολήσῃ καὶ τὸ ὑπουργικὸν συμβούλιον κατὰ τὴν προσεχῆ συνεδρίασιν. Ὡς ἀνεκοινώθη, ὅλαι αἱ λεπτομέρειαι θὰ γνωστοποιηθοῦν προσεχῶς διὰ σχετικῆς ἀνακοινώσεως τῶν ἁρμοδίων ἀρχῶν, αἱ ὁποῖαι παρακολουθοῦν στενῶς τὴν ἐξέλιξιν τῆς ὑποθέσεως. Ἐν τῷ μεταξὺ συνεχίζονται αἱ ἐργασίαι καὶ αἱ συσκέψεις. <box>691 829 822 984</box>
headline: ΑΝΤΙΠΡΟΣΩΠΙΑ ΤΗΣ ΑΥΣΤΡΑΛΙΑΣ ΕΙΣ ΤΟ ΖΑΜΠΟΡΟΥ <box>711 1189 802 1222</box>
headline: Ο ΔΙΑΓΩΝΙΣΜΟΣ ΤΩΝ ΤΕΛΕΙΟΦΟΙΤΩΝ ΤΩΝ ΓΥΜΝΑΣΙΩΝ <box>307 671 403 704</box>
article-text: ΑΘΗΝΑΙ, 31.— Κατὰ τὰς πληροφορίας τὰς ὁποίας ἐλάβομεν ἐκ τῶν ἁρμοδίων ὑπηρεσιῶν, ἡ κατάστασις ἐξελίσσεται ὁμαλῶς. Οἱ ἀρμόδιοι προέβησαν εἰς τὰς ἀπαραιτήτους ἐνεργείας διὰ τὴν ἀντιμετώπισιν τοῦ ζητήματος, τὸ ὁποῖον θὰ ἀπασχολήσῃ καὶ τὸ ὑπουργικὸν συμβούλιον κατὰ τὴν προσεχῆ συνεδρίασιν. Ὡς ἀνεκοινώθη, ὅλαι αἱ λεπτομέρειαι θὰ γνωστοποιηθοῦν προσεχῶς διὰ σχετικῆς ἀνακοινώσεως τῶν ἁρμοδίων ἀρχῶν, αἱ ὁποῖαι παρακολουθοῦν στενῶς τὴν ἐξέλιξιν τῆς ὑποθέσεως. Ἐν τῷ μεταξὺ συνεχίζονται αἱ ἐργασίαι καὶ αἱ συσκέψεις. <box>18 1654 146 1810</box>
article-text: ΑΘΗΝΑΙ, 31.— Κατὰ τὰς πληροφορίας τὰς ὁποίας ἐλάβομεν ἐκ τῶν ἁρμοδίων ὑπηρεσιῶν, ἡ κατάστασις ἐξελίσσεται ὁμαλῶς. Οἱ ἀρμόδιοι προέβησαν εἰς τὰς ἀπαραιτήτους ἐνεργείας διὰ τὴν ἀντιμετώπισιν τοῦ ζητήματος, τὸ ὁποῖον θὰ ἀπασχολήσῃ καὶ τὸ ὑπουργικὸν συμβούλιον κατὰ τὴν προσεχῆ συνεδρίασιν. Ὡς ἀνεκοινώθη, ὅλαι αἱ λεπτομέρειαι θὰ γνωστοποιηθοῦν προσεχῶς διὰ σχετικῆς ἀνακοινώσεως τῶν ἁρμοδίων ἀρχῶν, αἱ ὁποῖαι παρακολουθοῦν στενῶς τὴν ἐξέλιξιν τῆς ὑποθέσεως. Ἐν τῷ μεταξὺ συνεχίζονται αἱ ἐργασίαι καὶ αἱ συσκέψεις. <box>558 233 680 389</box>
article-text: ΑΘΗΝΑΙ, 31.— Κατὰ τὰς πληροφορίας τὰς ὁποίας ἐλάβομεν ἐκ τῶν ἁρμοδίων ὑπηρεσιῶν, ἡ κατάστασις ἐξελίσσεται ὁμαλῶς. Οἱ ἀρμόδιοι προέβησαν εἰς τὰς ἀπαραιτήτους ἐνεργείας διὰ τὴν ἀντιμετώπισιν τοῦ ζητήματος, τὸ ὁποῖον θὰ ἀπασχολήσῃ καὶ τὸ ὑπουργικὸν συμβούλιον κατὰ τὴν προσεχῆ συνεδρίασιν. Ὡς ἀνεκοινώθη, ὅλαι αἱ λεπτομέρειαι θὰ γνωστοποιηθοῦν προσεχῶς διὰ σχετικῆς ἀνακοινώσεως τῶν ἁρμοδίων ἀρχῶν, αἱ ὁποῖαι παρακολουθοῦν στενῶς τὴν ἐξέλιξιν τῆς ὑποθέσεως. Ἐν τῷ μεταξὺ συνεχίζονται αἱ ἐργασίαι καὶ αἱ συσκέψεις. <box>151 1344 279 1500</box>
article <box>428 409 684 596</box>
article-body <box>431 1291 680 1369</box>
article <box>18 1007 282 1028</box>
article-text: ΑΘΗΝΑΙ, 31.— Κατὰ τὰς πληροφορίας τὰς ὁποίας ἐλάβομεν ἐκ τῶν ἁρμοδίων ὑπηρεσιῶν, ἡ κατάστασις ἐξελίσσεται ὁμαλῶς. Οἱ ἀρμόδιοι προέβησαν εἰς τὰς ἀπαραιτήτους ἐνεργείας διὰ τὴν ἀντιμετώπισιν τοῦ ζητήματος, τὸ ὁποῖον θὰ ἀπασχολήσῃ καὶ τὸ ὑπουργικὸν συμβούλιον κατὰ τὴν προσεχῆ συνεδρίασιν. Ὡς ἀνεκοινώθη, ὅλαι αἱ λεπτομέρειαι θὰ γνωστοποιηθοῦν προσεχῶς διὰ σχετικῆς ἀνακοινώσεως τῶν ἁρμοδίων ἀρχῶν, αἱ ὁποῖαι παρακολουθοῦν στενῶς τὴν ἐξέλιξιν τῆς ὑποθέσεως. Ἐν τῷ μεταξὺ συνεχίζονται αἱ ἐργασίαι καὶ αἱ συσκέψεις. <box>151 839 279 995</box>
headline: ΚΑΙ ΥΠΟ ΤΟΥ ΕΦΕΤΕΙΟΥ ΚΑΤΕΔΙΚΑΣΘΗ ΔΙΑ ΝΟΘΕΥΣΙΝ ΕΛΑΙΟΛΑΔΟΥ <box>299 4 411 35</box>
headline: ΟΙ ΟΔΗΓΟΙ ΠΡΕΠΕΙ ΝΑ ΔΙΕΥΚΟΛΥΝΟΥΝ ΤΗΝ ΚΙΝΗΣΙΝ <box>305 1066 405 1099</box>
article <box>290 870 420 1060</box>
subheadline: Η ΚΑΤΑΣΤΑΣΙΣ ΤΟΥ ΘΥΜΑΤΟΣ ΔΕΝ ΕΜΠΝΕΕΙ ΑΝΗΣΥΧΙΑΣ <box>437 100 674 110</box>
article-text: ΑΘΗΝΑΙ, 31.— Συμφώνως πρὸς τὰ στοιχεῖα τῆς Ἐθνικῆς Στατιστικῆς Ὑπηρεσίας, κατὰ τὸν μῆνα Ἰανουάριον εἰς τὴν χώραν ἐσημειώθησαν 7.253 γεννήσεις καὶ 7.044 θάνατοι. Αἱ κυκλοφοριακαὶ βλάβαι καὶ αἱ καρδιακαὶ προσβολαὶ ἀποτελοῦν τὰς κυρίας αἰτίας τῶν θανάτων, ἐνῷ οἱ γάμοι ηὐξήθησαν ἐν σχέσει πρὸς τὸν ἀντίστοιχον μῆνα τοῦ παρελθόντος ἔτους. <box>18 48 282 91</box>
kicker: Οἱ ἁρμόδιοι ἐν τῷ μεταξὺ ἀδιαφοροῦν <box>868 3 1075 16</box>
article-text: ΑΘΗΝΑΙ, 31.— Εἰς τὸν Συνοικισμὸν τῆς Ἁγίας Παρασκευῆς Ἀττικῆς, ὁ ἐργάτης ἐπέπεσε κατὰ τῆς νεαρᾶς μνηστῆς τοῦ υἱοῦ του καὶ τὴν ἔπληξε πεντάκις διὰ μαχαίρας, διότι τὴν ἐθεώρει ὑπαιτίαν τῆς δυσπραγίας τῆς οἰκογενείας του. Ἀκολούθως ἐπεβιβάσθη λεωφορείου καὶ μεταβὰς εἰς τὰς Ἀθήνας παρεδόθη αὐθορμήτως. <box>431 112 553 207</box>
headline: 500 ΕΛΛΗΝΙΔΕΣ ΕΡΓΑΤΡΙΑΙ ΘΑ ΕΚΠΑΙΔΕΥΘΟΥΝ ΕΙΣ ΕΙΔΙΚΑ ΜΗΧΑΝΗΜΑΤΑ ΠΡΙΝ ΜΕΤΑΚΛΗΘΟΥΝ <box>20 684 144 727</box>
headline: Ο ΥΠΟΥΡΓΟΣ ΕΜΠΟΡΙΟΥ ΜΕΤΕΒΗ ΕΙΣ ΚΡΗΤΗΝ <box>26 1815 138 1837</box>
kicker: Εἰς τὴν Ἁγίαν Παρασκευὴν Ἀττικῆς <box>459 6 652 18</box>
article-text: ΑΘΗΝΑΙ, 31.— Κατὰ τὰς πληροφορίας τὰς ὁποίας ἐλάβομεν ἐκ τῶν ἁρμοδίων ὑπηρεσιῶν, ἡ κατάστασις ἐξελίσσεται ὁμαλῶς. Οἱ ἀρμόδιοι προέβησαν εἰς τὰς ἀπαραιτήτους ἐνεργείας διὰ τὴν ἀντιμετώπισιν τοῦ ζητήματος, τὸ ὁποῖον θὰ ἀπασχολήσῃ καὶ τὸ ὑπουργικὸν συμβούλιον κατὰ τὴν προσεχῆ συνεδρίασιν. Ὡς ἀνεκοινώθη, ὅλαι αἱ λεπτομέρειαι θὰ γνωστοποιηθοῦν προσεχῶς διὰ σχετικῆς ἀνακοινώσεως τῶν ἁρμοδίων ἀρχῶν, αἱ ὁποῖαι παρακολουθοῦν στενῶς τὴν ἐξέλιξιν τῆς ὑποθέσεως. Ἐν τῷ μεταξὺ συνεχίζονται αἱ ἐργασίαι καὶ αἱ συσκέψεις. <box>691 37 822 194</box>
subheadline: ΥΠΕΒΛΗΘΗΣΑΝ ΠΟΛΛΑΙ ΜΗΝΥΣΕΙΣ ΚΑΙ ΑΝΑΦΟΡΑΙ <box>830 394 1113 408</box>
rate-buy: 237.00 <box>355 448 381 457</box>
article-text: ΑΘΗΝΑΙ, 31.— Ἀνεχώρησε χθὲς τὸ ἀλιευτικὸν σκάφος, ἐκ τοῦ λιμένος Πειραιῶς, τὸ ὁποῖον λόγῳ τῆς θαλασσοταραχῆς ἐβυθίσθη. Τὸ πλήρωμα διεσώθη. <box>18 359 146 402</box>
article-text: ΑΘΗΝΑΙ, 31.— Κατὰ τὰς πληροφορίας τὰς ὁποίας ἐλάβομεν ἐκ τῶν ἁρμοδίων ὑπηρεσιῶν, ἡ κατάστασις ἐξελίσσεται ὁμαλῶς. Οἱ ἀρμόδιοι προέβησαν εἰς τὰς ἀπαραιτήτους ἐνεργείας διὰ τὴν ἀντιμετώπισιν τοῦ ζητήματος, τὸ ὁποῖον θὰ ἀπασχολήσῃ καὶ τὸ ὑπουργικὸν συμβούλιον κατὰ τὴν προσεχῆ συνεδρίασιν. Ὡς ἀνεκοινώθη, ὅλαι αἱ λεπτομέρειαι θὰ γνωστοποιηθοῦν προσεχῶς διὰ σχετικῆς ἀνακοινώσεως τῶν ἁρμοδίων ἀρχῶν, αἱ ὁποῖαι παρακολουθοῦν στενῶς τὴν ἐξέλιξιν τῆς ὑποθέσεως. Ἐν τῷ μεταξὺ συνεχίζονται αἱ ἐργασίαι καὶ αἱ συσκέψεις. <box>428 1549 553 1706</box>
article-text: ΑΘΗΝΑΙ, 31.— Κατὰ τὰς πληροφορίας τὰς ὁποίας ἐλάβομεν ἐκ τῶν ἁρμοδίων ὑπηρεσιῶν, ἡ κατάστασις ἐξελίσσεται ὁμαλῶς. Οἱ ἀρμόδιοι προέβησαν εἰς τὰς ἀπαραιτήτους ἐνεργείας διὰ τὴν ἀντιμετώπισιν τοῦ ζητήματος, τὸ ὁποῖον θὰ ἀπασχολήσῃ καὶ τὸ ὑπουργικὸν συμβούλιον κατὰ τὴν προσεχῆ συνεδρίασιν. Ὡς ἀνεκοινώθη, ὅλαι αἱ λεπτομέρειαι θὰ γνωστοποιηθοῦν προσεχῶς διὰ σχετικῆς ἀνακοινώσεως τῶν ἁρμοδίων ἀρχῶν, αἱ ὁποῖαι παρακολουθοῦν στενῶς τὴν ἐξέλιξιν τῆς ὑποθέσεως. Ἐν τῷ μεταξὺ συνεχίζονται αἱ ἐργασίαι καὶ αἱ συσκέψεις. <box>290 904 420 1059</box>
headline: ΠΑΝΕΛΛΗΝΙΟΝ ΣΥΝΕΔΡΙΟΝ ΣΥΝΤΑΞΙΟΥΧΩΝ ΤΟΥ Τ.Ε.Β.Ε. <box>710 2348 803 2391</box>
article-body <box>428 907 684 1063</box>
article-text: ΑΘΗΝΑΙ, 31.— Κατὰ τὰς πληροφορίας τὰς ὁποίας ἐλάβομεν ἐκ τῶν ἁρμοδίων ὑπηρεσιῶν, ἡ κατάστασις ἐξελίσσεται ὁμαλῶς. Οἱ ἀρμόδιοι προέβησαν εἰς τὰς ἀπαραιτήτους ἐνεργείας διὰ τὴν ἀντιμετώπισιν τοῦ ζητήματος, τὸ ὁποῖον θὰ ἀπασχολήσῃ καὶ τὸ ὑπουργικὸν συμβούλιον κατὰ τὴν προσεχῆ συνεδρίασιν. Ὡς ἀνεκοινώθη, ὅλαι αἱ λεπτομέρειαι θὰ γνωστοποιηθοῦν προσεχῶς διὰ σχετικῆς ἀνακοινώσεως τῶν ἁρμοδίων ἀρχῶν, αἱ ὁποῖαι παρακολουθοῦν στενῶς τὴν ἐξέλιξιν τῆς ὑποθέσεως. Ἐν τῷ μεταξὺ συνεχίζονται αἱ ἐργασίαι καὶ αἱ συσκέψεις. <box>18 415 146 571</box>
kicker: καὶ ἐχρησιμοποιήθησαν οἱ μηχανολόγοι <box>864 87 1079 100</box>
article-text: ΑΘΗΝΑΙ, 31.— Κατὰ τὰς πληροφορίας τὰς ὁποίας ἐλάβομεν ἐκ τῶν ἁρμοδίων ὑπηρεσιῶν, ἡ κατάστασις ἐξελίσσεται ὁμαλῶς. Οἱ ἀρμόδιοι προέβησαν εἰς τὰς ἀπαραιτήτους ἐνεργείας διὰ τὴν ἀντιμετώπισιν τοῦ ζητήματος, τὸ ὁποῖον θὰ ἀπασχολήσῃ καὶ τὸ ὑπουργικὸν συμβούλιον κατὰ τὴν προσεχῆ συνεδρίασιν. Ὡς ἀνεκοινώθη, ὅλαι αἱ λεπτομέρειαι θὰ γνωστοποιηθοῦν προσεχῶς διὰ σχετικῆς ἀνακοινώσεως τῶν ἁρμοδίων ἀρχῶν, αἱ ὁποῖαι παρακολουθοῦν στενῶς τὴν ἐξέλιξιν τῆς ὑποθέσεως. Ἐν τῷ μεταξὺ συνεχίζονται αἱ ἐργασίαι καὶ αἱ συσκέψεις. <box>151 1500 279 1656</box>
headline: Ο ΕΛΑΣΣΟΝΟΣ ΑΦΙΚΝΕΙΤΑΙ ΕΙΣ ΘΕΣΣΑΛΟΝΙΚΗΝ ΔΙΑ ΝΑ ΕΠΙΔΩΣΗ ΕΙΣ ΤΟΝ ΙΕΡΙΣΣΟΥ ΤΗΝ ΕΓΓΡΑΦΟΝ ΜΟΜΦΗΝ ΔΙΑ ΤΟ ΘΕΜΑ ΙΑΚΩΒΟΥ <box>835 724 1108 754</box>
rate-buy: 247.50 <box>355 431 381 439</box>
headline: ΑΠΑΙΤΕΙΤΑΙ ΑΔΕΙΑ ΔΙΑ ΤΗΝ ΕΓΚΑΤΑΣΤΑΣΙΝ ΣΚΗΝΩΝ Η ΣΤΕΓΑΣΤΡΩΝ ΠΡΟΣ ΠΑΡΑΘΕΡΙΣΜΟΝ <box>23 657 277 680</box>
article-text: ΑΘΗΝΑΙ, 31.— Κατὰ τὰς πληροφορίας τὰς ὁποίας ἐλάβομεν ἐκ τῶν ἁρμοδίων ὑπηρεσιῶν, ἡ κατάστασις ἐξελίσσεται ὁμαλῶς. Οἱ ἀρμόδιοι προέβησαν εἰς τὰς ἀπαραιτήτους ἐνεργείας διὰ τὴν ἀντιμετώπισιν τοῦ ζητήματος, τὸ ὁποῖον θὰ ἀπασχολήσῃ καὶ τὸ ὑπουργικὸν συμβούλιον κατὰ τὴν προσεχῆ συνεδρίασιν. Ὡς ἀνεκοινώθη, ὅλαι αἱ λεπτομέρειαι θὰ γνωστοποιηθοῦν προσεχῶς διὰ σχετικῆς ἀνακοινώσεως τῶν ἁρμοδίων ἀρχῶν, αἱ ὁποῖαι παρακολουθοῦν στενῶς τὴν ἐξέλιξιν τῆς ὑποθέσεως. Ἐν τῷ μεταξὺ συνεχίζονται αἱ ἐργασίαι καὶ αἱ συσκέψεις. <box>830 162 969 310</box>
article-text: ΑΘΗΝΑΙ, 31.— Κατὰ τὰς πληροφορίας τὰς ὁποίας ἐλάβομεν ἐκ τῶν ἁρμοδίων ὑπηρεσιῶν, ἡ κατάστασις ἐξελίσσεται ὁμαλῶς. Οἱ ἀρμόδιοι προέβησαν εἰς τὰς ἀπαραιτήτους ἐνεργείας διὰ τὴν ἀντιμετώπισιν τοῦ ζητήματος, τὸ ὁποῖον θὰ ἀπασχολήσῃ καὶ τὸ ὑπουργικὸν συμβούλιον κατὰ τὴν προσεχῆ συνεδρίασιν. Ὡς ἀνεκοινώθη, ὅλαι αἱ λεπτομέρειαι θὰ γνωστοποιηθοῦν προσεχῶς διὰ σχετικῆς ἀνακοινώσεως τῶν ἁρμοδίων ἀρχῶν, αἱ ὁποῖαι παρακολουθοῦν στενῶς τὴν ἐξέλιξιν τῆς ὑποθέσεως. Ἐν τῷ μεταξὺ συνεχίζονται αἱ ἐργασίαι καὶ αἱ συσκέψεις. <box>558 907 684 1063</box>
article-text: ΑΘΗΝΑΙ, 31.— Κατὰ τὰς πληροφορίας τὰς ὁποίας ἐλάβομεν ἐκ τῶν ἁρμοδίων ὑπηρεσιῶν, ἡ κατάστασις ἐξελίσσεται ὁμαλῶς. Οἱ ἀρμόδιοι προέβησαν εἰς τὰς ἀπαραιτήτους ἐνεργείας διὰ τὴν ἀντιμετώπισιν τοῦ ζητήματος, τὸ ὁποῖον θὰ ἀπασχολήσῃ καὶ τὸ ὑπουργικὸν συμβούλιον κατὰ τὴν προσεχῆ συνεδρίασιν. Ὡς ἀνεκοινώθη, ὅλαι αἱ λεπτομέρειαι θὰ γνωστοποιηθοῦν προσεχῶς διὰ σχετικῆς ἀνακοινώσεως τῶν ἁρμοδίων ἀρχῶν, αἱ ὁποῖαι παρακολουθοῦν στενῶς τὴν ἐξέλιξιν τῆς ὑποθέσεως. Ἐν τῷ μεταξὺ συνεχίζονται αἱ ἐργασίαι καὶ αἱ συσκέψεις. <box>151 334 279 490</box>
article-text: ΑΘΗΝΑΙ, 31.— Κατὰ τὰς πληροφορίας τὰς ὁποίας ἐλάβομεν ἐκ τῶν ἁρμοδίων ὑπηρεσιῶν, ἡ κατάστασις ἐξελίσσεται ὁμαλῶς. Οἱ ἀρμόδιοι προέβησαν εἰς τὰς ἀπαραιτήτους ἐνεργείας διὰ τὴν ἀντιμετώπισιν τοῦ ζητήματος, τὸ ὁποῖον θὰ ἀπασχολήσῃ καὶ τὸ ὑπουργικὸν συμβούλιον κατὰ τὴν προσεχῆ συνεδρίασιν. Ὡς ἀνεκοινώθη, ὅλαι αἱ λεπτομέρειαι θὰ γνωστοποιηθοῦν προσεχῶς διὰ σχετικῆς ἀνακοινώσεως τῶν ἁρμοδίων ἀρχῶν, αἱ ὁποῖαι παρακολουθοῦν στενῶς τὴν ἐξέλιξιν τῆς ὑποθέσεως. Ἐν τῷ μεταξὺ συνεχίζονται αἱ ἐργασίαι καὶ αἱ συσκέψεις. <box>18 260 282 330</box>
article-text: ΑΘΗΝΑΙ, 31.— Κατὰ τὰς πληροφορίας τὰς ὁποίας ἐλάβομεν ἐκ τῶν ἁρμοδίων ὑπηρεσιῶν, ἡ κατάστασις ἐξελίσσεται ὁμαλῶς. Οἱ ἀρμόδιοι προέβησαν εἰς τὰς ἀπαραιτήτους ἐνεργείας διὰ τὴν ἀντιμετώπισιν τοῦ ζητήματος, τὸ ὁποῖον θὰ ἀπασχολήσῃ καὶ τὸ ὑπουργικὸν συμβούλιον κατὰ τὴν προσεχῆ συνεδρίασιν. Ὡς ἀνεκοινώθη, ὅλαι αἱ λεπτομέρειαι θὰ γνωστοποιηθοῦν προσεχῶς διὰ σχετικῆς ἀνακοινώσεως τῶν ἁρμοδίων ἀρχῶν, αἱ ὁποῖαι παρακολουθοῦν στενῶς τὴν ἐξέλιξιν τῆς ὑποθέσεως. Ἐν τῷ μεταξὺ συνεχίζονται αἱ ἐργασίαι καὶ αἱ συσκέψεις. <box>290 2420 420 2575</box>
article <box>691 993 822 1183</box>
headline: ΤΟ ΠΡΟΣΩΠΙΚΟΝ ΤΟΥ Ο.Τ.Ε. ΚΑΤΕΡΧΕΤΑΙ ΤΗΝ ΠΕΜΠΤΗΝ ΕΙΣ 48ΩΡΟΝ ΑΠΕΡΓΙΑΝ <box>693 4 821 35</box>
headline: Η ΒΟΥΛΗ ΤΩΝ ΚΟΙΝΟΤΗΤΩΝ ΘΑ ΕΓΚΡΙΝΗ ΝΟΜΟΣΧΕΔΙΟΝ ΠΕΡΙ ΑΝΑΔΙΑΡΘΡΩΣΕΩΣ ΤΗΣ ΒΟΥΛΗΣ ΤΩΝ ΛΟΡΔΩΝ <box>840 1283 1103 1303</box>
article <box>691 1575 822 1776</box>
article <box>290 203 420 467</box>
headline: Ο ΠΡΟΕΔΡΟΣ ΚΕΝΝΕΝΤΥ ΕΠΙΜΕΝΕΙ ΕΙΣ ΤΗΣ ΠΕΣΙΣΤΑΣ <box>693 1783 821 1805</box>
article-text: ΑΘΗΝΑΙ, 31.— Κατὰ τὰς πληροφορίας τὰς ὁποίας ἐλάβομεν ἐκ τῶν ἁρμοδίων ὑπηρεσιῶν, ἡ κατάστασις ἐξελίσσεται ὁμαλῶς. Οἱ ἀρμόδιοι προέβησαν εἰς τὰς ἀπαραιτήτους ἐνεργείας διὰ τὴν ἀντιμετώπισιν τοῦ ζητήματος, τὸ ὁποῖον θὰ ἀπασχολήσῃ καὶ τὸ ὑπουργικὸν συμβούλιον κατὰ τὴν προσεχῆ συνεδρίασιν. Ὡς ἀνεκοινώθη, ὅλαι αἱ λεπτομέρειαι θὰ γνωστοποιηθοῦν προσεχῶς διὰ σχετικῆς ἀνακοινώσεως τῶν ἁρμοδίων ἀρχῶν, αἱ ὁποῖαι παρακολουθοῦν στενῶς τὴν ἐξέλιξιν τῆς ὑποθέσεως. Ἐν τῷ μεταξὺ συνεχίζονται αἱ ἐργασίαι καὶ αἱ συσκέψεις. <box>431 207 553 363</box>
subheadline: ΗΥΞΗΘΗΣΑΝ ΟΙ ΓΑΜΟΙ ΚΑΙ ΕΜΕΙΩΘΗΣΑΝ ΑΙ ΓΕΝΝΗΣΕΙΣ <box>33 36 267 47</box>
subheadline: ΑΠΑΝΤΗΣΙΣ ΤΟΥ ΥΠΟΥΡΓΕΙΟΥ <box>976 197 1112 209</box>
article-text: ΑΘΗΝΑΙ, 31.— Κατὰ τὰς πληροφορίας τὰς ὁποίας ἐλάβομεν ἐκ τῶν ἁρμοδίων ὑπηρεσιῶν, ἡ κατάστασις ἐξελίσσεται ὁμαλῶς. Οἱ ἀρμόδιοι προέβησαν εἰς τὰς ἀπαραιτήτους ἐνεργείας διὰ τὴν ἀντιμετώπισιν τοῦ ζητήματος, τὸ ὁποῖον θὰ ἀπασχολήσῃ καὶ τὸ ὑπουργικὸν συμβούλιον κατὰ τὴν προσεχῆ συνεδρίασιν. Ὡς ἀνεκοινώθη, ὅλαι αἱ λεπτομέρειαι θὰ γνωστοποιηθοῦν προσεχῶς διὰ σχετικῆς ἀνακοινώσεως τῶν ἁρμοδίων ἀρχῶν, αἱ ὁποῖαι παρακολουθοῦν στενῶς τὴν ἐξέλιξιν τῆς ὑποθέσεως. Ἐν τῷ μεταξὺ συνεχίζονται αἱ ἐργασίαι καὶ αἱ συσκέψεις. <box>833 1690 969 1846</box>
rate-buy: 294.50 <box>355 413 381 421</box>
headline: ΚΑΤΕΔΙΚΑΣΘΗ ΣΩΦΕΡ ΔΙΑ ΤΟΝ ΤΡΑΓΙΚΟΝ ΘΑΝΑΤΟΝ ΔΥΟ ΕΠΙΒΑΤΩΝ <box>295 474 415 506</box>
article-text: ΑΘΗΝΑΙ, 31.— Κατὰ τὰς πληροφορίας τὰς ὁποίας ἐλάβομεν ἐκ τῶν ἁρμοδίων ὑπηρεσιῶν, ἡ κατάστασις ἐξελίσσεται ὁμαλῶς. Οἱ ἀρμόδιοι προέβησαν εἰς τὰς ἀπαραιτήτους ἐνεργείας διὰ τὴν ἀντιμετώπισιν τοῦ ζητήματος, τὸ ὁποῖον θὰ ἀπασχολήσῃ καὶ τὸ ὑπουργικὸν συμβούλιον κατὰ τὴν προσεχῆ συνεδρίασιν. Ὡς ἀνεκοινώθη, ὅλαι αἱ λεπτομέρειαι θὰ γνωστοποιηθοῦν προσεχῶς διὰ σχετικῆς ἀνακοινώσεως τῶν ἁρμοδίων ἀρχῶν, αἱ ὁποῖαι παρακολουθοῦν στενῶς τὴν ἐξέλιξιν τῆς ὑποθέσεως. Ἐν τῷ μεταξὺ συνεχίζονται αἱ ἐργασίαι καὶ αἱ συσκέψεις. <box>151 683 279 839</box>
rate-name: Ἀγγλικὴ <box>291 413 322 421</box>
article-text: ΑΘΗΝΑΙ, 31.— Κατὰ τὰς πληροφορίας τὰς ὁποίας ἐλάβομεν ἐκ τῶν ἁρμοδίων ὑπηρεσιῶν, ἡ κατάστασις ἐξελίσσεται ὁμαλῶς. Οἱ ἀρμόδιοι προέβησαν εἰς τὰς ἀπαραιτήτους ἐνεργείας διὰ τὴν ἀντιμετώπισιν τοῦ ζητήματος, τὸ ὁποῖον θὰ ἀπασχολήσῃ καὶ τὸ ὑπουργικὸν συμβούλιον κατὰ τὴν προσεχῆ συνεδρίασιν. Ὡς ἀνεκοινώθη, ὅλαι αἱ λεπτομέρειαι θὰ γνωστοποιηθοῦν προσεχῶς διὰ σχετικῆς ἀνακοινώσεως τῶν ἁρμοδίων ἀρχῶν, αἱ ὁποῖαι παρακολουθοῦν στενῶς τὴν ἐξέλιξιν τῆς ὑποθέσεως. Ἐν τῷ μεταξὺ συνεχίζονται αἱ ἐργασίαι καὶ αἱ συσκέψεις. <box>151 1032 279 1188</box>
article <box>18 2106 282 2188</box>
article <box>428 605 684 874</box>
article-text: ΑΘΗΝΑΙ, 31.— Κατὰ τὰς πληροφορίας τὰς ὁποίας ἐλάβομεν ἐκ τῶν ἁρμοδίων ὑπηρεσιῶν, ἡ κατάστασις ἐξελίσσεται ὁμαλῶς. Οἱ ἀρμόδιοι προέβησαν εἰς τὰς ἀπαραιτήτους ἐνεργείας διὰ τὴν ἀντιμετώπισιν τοῦ ζητήματος, τὸ ὁποῖον θὰ ἀπασχολήσῃ καὶ τὸ ὑπουργικὸν συμβούλιον κατὰ τὴν προσεχῆ συνεδρίασιν. Ὡς ἀνεκοινώθη, ὅλαι αἱ λεπτομέρειαι θὰ γνωστοποιηθοῦν προσεχῶς διὰ σχετικῆς ἀνακοινώσεως τῶν ἁρμοδίων ἀρχῶν, αἱ ὁποῖαι παρακολουθοῦν στενῶς τὴν ἐξέλιξιν τῆς ὑποθέσεως. Ἐν τῷ μεταξὺ συνεχίζονται αἱ ἐργασίαι καὶ αἱ συσκέψεις. <box>18 2119 282 2188</box>
rate-name: Ἑλβετικόν <box>291 439 330 448</box>
article-text: ΑΘΗΝΑΙ, 31.— Κατὰ τὰς πληροφορίας τὰς ὁποίας ἐλάβομεν ἐκ τῶν ἁρμοδίων ὑπηρεσιῶν, ἡ κατάστασις ἐξελίσσεται ὁμαλῶς. Οἱ ἀρμόδιοι προέβησαν εἰς τὰς ἀπαραιτήτους ἐνεργείας διὰ τὴν ἀντιμετώπισιν τοῦ ζητήματος, τὸ ὁποῖον θὰ ἀπασχολήσῃ καὶ τὸ ὑπουργικὸν συμβούλιον κατὰ τὴν προσεχῆ συνεδρίασιν. Ὡς ἀνεκοινώθη, ὅλαι αἱ λεπτομέρειαι θὰ γνωστοποιηθοῦν προσεχῶς διὰ σχετικῆς ἀνακοινώσεως τῶν ἁρμοδίων ἀρχῶν, αἱ ὁποῖαι παρακολουθοῦν στενῶς τὴν ἐξέλιξιν τῆς ὑποθέσεως. Ἐν τῷ μεταξὺ συνεχίζονται αἱ ἐργασίαι καὶ αἱ συσκέψεις. <box>691 433 822 589</box>
headline: ΕΤΟΙΜΟΝ ΕΝΤΟΣ ΔΙΜΗΝΟΥ ΤΟ ΝΟΣΟΚΟΜΕΙΟΝ ΚΑΒΑΛΑΣ <box>294 1868 416 1901</box>
article <box>151 334 279 647</box>
article <box>18 1032 146 1995</box>
headline: ΑΥΞΗ ΤΑ ΘΕΜΑΤΑ ΤΗΣ ΙΔΙΩΤΙΚΗΣ ΕΚΠΑΙΔΕΥΣΕΩΣ <box>696 409 817 431</box>
rate-buy: 247.50 <box>355 421 381 430</box>
article <box>691 4 822 194</box>
gold-rates-table <box>290 404 420 467</box>
headline: ΗΘΩΘΗΣΑΝ ΟΙ ΟΙΚΟΤΡΟΦΟΙ ΤΗΣ ΦΟΙΤΗΤΙΚΗΣ ΕΣΤΙΑΣ ΟΙ ΜΗΝΥΘΕΝΤΕΣ ΔΙΑ ΤΗΝ ΑΠΟΧΗΝ ΕΚ ΤΟΥ ΣΥΣΣΙΤΙΟΥ <box>31 238 269 258</box>
article <box>830 1177 1113 1276</box>
article-text: ΑΘΗΝΑΙ, 31.— Κατὰ τὰς πληροφορίας τὰς ὁποίας ἐλάβομεν ἐκ τῶν ἁρμοδίων ὑπηρεσιῶν, ἡ κατάστασις ἐξελίσσεται ὁμαλῶς. Οἱ ἀρμόδιοι προέβησαν εἰς τὰς ἀπαραιτήτους ἐνεργείας διὰ τὴν ἀντιμετώπισιν τοῦ ζητήματος, τὸ ὁποῖον θὰ ἀπασχολήσῃ καὶ τὸ ὑπουργικὸν συμβούλιον κατὰ τὴν προσεχῆ συνεδρίασιν. Ὡς ἀνεκοινώθη, ὅλαι αἱ λεπτομέρειαι θὰ γνωστοποιηθοῦν προσεχῶς διὰ σχετικῆς ἀνακοινώσεως τῶν ἁρμοδίων ἀρχῶν, αἱ ὁποῖαι παρακολουθοῦν στενῶς τὴν ἐξέλιξιν τῆς ὑποθέσεως. Ἐν τῷ μεταξὺ συνεχίζονται αἱ ἐργασίαι καὶ αἱ συσκέψεις. <box>290 508 420 664</box>
article <box>290 1463 420 1664</box>
article <box>290 2067 420 2576</box>
article <box>290 1672 420 1862</box>
article-text: ΑΘΗΝΑΙ, 31.— Κατὰ τὰς πληροφορίας τὰς ὁποίας ἐλάβομεν ἐκ τῶν ἁρμοδίων ὑπηρεσιῶν, ἡ κατάστασις ἐξελίσσεται ὁμαλῶς. Οἱ ἀρμόδιοι προέβησαν εἰς τὰς ἀπαραιτήτους ἐνεργείας διὰ τὴν ἀντιμετώπισιν τοῦ ζητήματος, τὸ ὁποῖον θὰ ἀπασχολήσῃ καὶ τὸ ὑπουργικὸν συμβούλιον κατὰ τὴν προσεχῆ συνεδρίασιν. Ὡς ἀνεκοινώθη, ὅλαι αἱ λεπτομέρειαι θὰ γνωστοποιηθοῦν προσεχῶς διὰ σχετικῆς ἀνακοινώσεως τῶν ἁρμοδίων ἀρχῶν, αἱ ὁποῖαι παρακολουθοῦν στενῶς τὴν ἐξέλιξιν τῆς ὑποθέσεως. Ἐν τῷ μεταξὺ συνεχίζονται αἱ ἐργασίαι καὶ αἱ συσκέψεις. <box>290 1903 420 2058</box>
article-text: ΑΘΗΝΑΙ, 31.— Κατὰ τὰς πληροφορίας τὰς ὁποίας ἐλάβομεν ἐκ τῶν ἁρμοδίων ὑπηρεσιῶν, ἡ κατάστασις ἐξελίσσεται ὁμαλῶς. Οἱ ἀρμόδιοι προέβησαν εἰς τὰς ἀπαραιτήτους ἐνεργείας διὰ τὴν ἀντιμετώπισιν τοῦ ζητήματος, τὸ ὁποῖον θὰ ἀπασχολήσῃ καὶ τὸ ὑπουργικὸν συμβούλιον κατὰ τὴν προσεχῆ συνεδρίασιν. Ὡς ἀνεκοινώθη, ὅλαι αἱ λεπτομέρειαι θὰ γνωστοποιηθοῦν προσεχῶς διὰ σχετικῆς ἀνακοινώσεως τῶν ἁρμοδίων ἀρχῶν, αἱ ὁποῖαι παρακολουθοῦν στενῶς τὴν ἐξέλιξιν τῆς ὑποθέσεως. Ἐν τῷ μεταξὺ συνεχίζονται αἱ ἐργασίαι καὶ αἱ συσκέψεις. <box>974 409 1113 556</box>
headline: ΑΝΕΧΩΡΗΣΕΝ Ο ΑΡΧΗΓΟΣ ΤΗΣ ΧΩΡΟΦΥΛΑΚΗΣ <box>22 1435 142 1457</box>
headline: ΦΟΙΤΗΤΙΚΑ ΝΕΑ <box>318 2406 392 2418</box>
article-text: ΑΘΗΝΑΙ, 31.— Κατὰ τὰς πληροφορίας τὰς ὁποίας ἐλάβομεν ἐκ τῶν ἁρμοδίων ὑπηρεσιῶν, ἡ κατάστασις ἐξελίσσεται ὁμαλῶς. Οἱ ἀρμόδιοι προέβησαν εἰς τὰς ἀπαραιτήτους ἐνεργείας διὰ τὴν ἀντιμετώπισιν τοῦ ζητήματος, τὸ ὁποῖον θὰ ἀπασχολήσῃ καὶ τὸ ὑπουργικὸν συμβούλιον κατὰ τὴν προσεχῆ συνεδρίασιν. Ὡς ἀνεκοινώθη, ὅλαι αἱ λεπτομέρειαι θὰ γνωστοποιηθοῦν προσεχῶς διὰ σχετικῆς ἀνακοινώσεως τῶν ἁρμοδίων ἀρχῶν, αἱ ὁποῖαι παρακολουθοῦν στενῶς τὴν ἐξέλιξιν τῆς ὑποθέσεως. Ἐν τῷ μεταξὺ συνεχίζονται αἱ ἐργασίαι καὶ αἱ συσκέψεις. <box>18 161 282 231</box>
article-text: ΑΘΗΝΑΙ, 31.— Κατὰ τὰς πληροφορίας τὰς ὁποίας ἐλάβομεν ἐκ τῶν ἁρμοδίων ὑπηρεσιῶν, ἡ κατάστασις ἐξελίσσεται ὁμαλῶς. Οἱ ἀρμόδιοι προέβησαν εἰς τὰς ἀπαραιτήτους ἐνεργείας διὰ τὴν ἀντιμετώπισιν τοῦ ζητήματος, τὸ ὁποῖον θὰ ἀπασχολήσῃ καὶ τὸ ὑπουργικὸν συμβούλιον κατὰ τὴν προσεχῆ συνεδρίασιν. Ὡς ἀνεκοινώθη, ὅλαι αἱ λεπτομέρειαι θὰ γνωστοποιηθοῦν προσεχῶς διὰ σχετικῆς ἀνακοινώσεως τῶν ἁρμοδίων ἀρχῶν, αἱ ὁποῖαι παρακολουθοῦν στενῶς τὴν ἐξέλιξιν τῆς ὑποθέσεως. Ἐν τῷ μεταξὺ συνεχίζονται αἱ ἐργασίαι καὶ αἱ συσκέψεις. <box>691 1807 822 1962</box>
article <box>830 911 1113 1167</box>
article-text: ΑΘΗΝΑΙ, 31.— Κατὰ τὰς πληροφορίας τὰς ὁποίας ἐλάβομεν ἐκ τῶν ἁρμοδίων ὑπηρεσιῶν, ἡ κατάστασις ἐξελίσσεται ὁμαλῶς. Οἱ ἀρμόδιοι προέβησαν εἰς τὰς ἀπαραιτήτους ἐνεργείας διὰ τὴν ἀντιμετώπισιν τοῦ ζητήματος, τὸ ὁποῖον θὰ ἀπασχολήσῃ καὶ τὸ ὑπουργικὸν συμβούλιον κατὰ τὴν προσεχῆ συνεδρίασιν. Ὡς ἀνεκοινώθη, ὅλαι αἱ λεπτομέρειαι θὰ γνωστοποιηθοῦν προσεχῶς διὰ σχετικῆς ἀνακοινώσεως τῶν ἁρμοδίων ἀρχῶν, αἱ ὁποῖαι παρακολουθοῦν στενῶς τὴν ἐξέλιξιν τῆς ὑποθέσεως. Ἐν τῷ μεταξὺ συνεχίζονται αἱ ἐργασίαι καὶ αἱ συσκέψεις. <box>290 1705 420 1861</box>
headline: Ο ΒΟΥΛΕΥΤΗΣ ΤΗΣ Ε.Ρ.Ε. Κ. ΝΟΥΡΗ ΥΠΕΣΤΗΡΙΞΕΝ ΟΤΙ Η ΚΥΒΕΡΝΗΣΙΣ ΑΣΚΕΙ ΠΙΕΣΕΙΣ ΕΠΙ ΤΗΣ ΕΝ ΕΛΛΑΔΙ ΤΟΥΡΚΙΚΗΣ ΜΕΙΟΝΟΤΗΤΟΣ <box>428 409 683 438</box>
article <box>691 795 822 985</box>
article <box>290 1266 420 1456</box>
